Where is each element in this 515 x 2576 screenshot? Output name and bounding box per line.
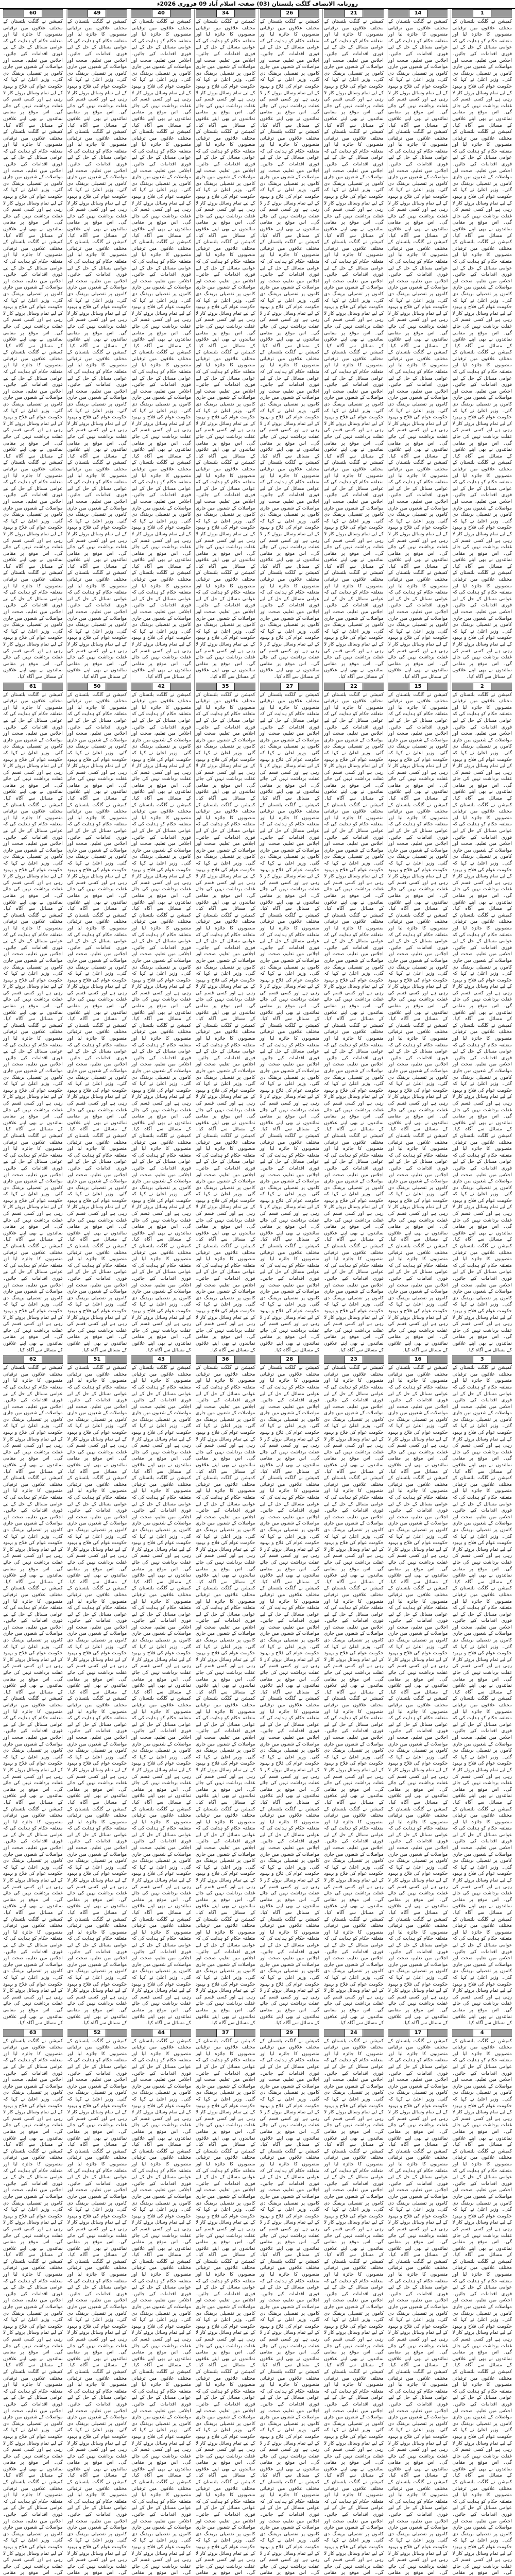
item-number-bar xyxy=(67,9,127,18)
item-body-text: کمیشن نے گلگت بلتستان کے مختلف علاقوں میں ترقیاتی منصوبوں کا جائزہ لیا اور متعلقہ حکام کو ہدایت کی کہ عوامی مسائل کے حل کے لیے فوری اقدامات کیے جائیں۔ اجلاس میں تعلیم، صحت اور مواصلات کے شعبوں میں جاری کاموں پر تفصیلی بریفنگ دی گئی۔ وزیر اعلیٰ نے کہا کہ حکومت عوام کی فلاح و بہبود کے لیے تمام وسائل بروئے کار لا رہی ہے اور کسی قسم کی غفلت برداشت نہیں کی جائے گی۔ اس موقع پر مقامی نمائندوں نے بھی اپنے علاقوں کے مسائل سے آگاہ کیا۔ کمیشن نے گلگت بلتستان کے مختلف علاقوں میں ترقیاتی منصوبوں کا جائزہ لیا اور متعلقہ حکام کو ہدایت کی کہ عوامی مسائل کے حل کے لیے فوری اقدامات کیے جائیں۔ اجلاس میں تعلیم، صحت اور مواصلات کے شعبوں میں جاری کاموں پر تفصیلی بریفنگ دی گئی۔ وزیر اعلیٰ نے کہا کہ حکومت عوام کی فلاح و بہبود کے لیے تمام وسائل بروئے کار لا رہی ہے اور کسی قسم کی غفلت برداشت نہیں کی جائے گی۔ اس موقع پر مقامی نمائندوں نے بھی اپنے علاقوں کے مسائل سے آگاہ کیا۔ کمیشن نے گلگت بلتستان کے مختلف علاقوں میں ترقیاتی منصوبوں کا جائزہ لیا اور متعلقہ حکام کو ہدایت کی کہ عوامی مسائل کے حل کے لیے فوری اقدامات کیے جائیں۔ اجلاس میں تعلیم، صحت اور مواصلات کے شعبوں میں جاری کاموں پر تفصیلی بریفنگ دی گئی۔ وزیر اعلیٰ نے کہا کہ حکومت عوام کی فلاح و بہبود کے لیے تمام وسائل بروئے کار لا رہی ہے اور کسی قسم کی غفلت برداشت نہیں کی جائے گی۔ اس موقع پر مقامی نمائندوں نے بھی اپنے علاقوں کے مسائل سے آگاہ کیا۔ کمیشن نے گلگت بلتستان کے مختلف علاقوں میں ترقیاتی منصوبوں کا جائزہ لیا اور متعلقہ حکام کو ہدایت کی کہ عوامی مسائل کے حل کے لیے فوری اقدامات کیے جائیں۔ اجلاس میں تعلیم، صحت اور مواصلات کے شعبوں میں جاری کاموں پر تفصیلی بریفنگ دی گئی۔ وزیر اعلیٰ نے کہا کہ حکومت عوام کی فلاح و بہبود کے لیے تمام وسائل بروئے کار لا رہی ہے اور کسی قسم کی غفلت برداشت نہیں کی جائے گی۔ اس موقع پر مقامی نمائندوں نے بھی اپنے علاقوں کے مسائل سے آگاہ کیا۔ کمیشن نے گلگت بلتستان کے مختلف علاقوں میں ترقیاتی منصوبوں کا جائزہ لیا اور متعلقہ حکام کو ہدایت کی کہ عوامی مسائل کے حل کے لیے فوری اقدامات کیے جائیں۔ اجلاس میں تعلیم، صحت اور مواصلات کے شعبوں میں جاری کاموں پر تفصیلی بریفنگ دی گئی۔ وزیر اعلیٰ نے کہا کہ حکومت عوام کی فلاح و بہبود کے لیے تمام وسائل بروئے کار لا رہی ہے اور کسی قسم کی غفلت برداشت نہیں کی جائے گی۔ اس موقع پر مقامی نمائندوں نے بھی اپنے علاقوں کے مسائل سے آگاہ کیا۔ کمیشن نے گلگت بلتستان کے مختلف علاقوں میں ترقیاتی منصوبوں کا جائزہ لیا اور متعلقہ حکام کو ہدایت کی کہ عوامی مسائل کے حل کے لیے فوری اقدامات کیے جائیں۔ اجلاس میں تعلیم، صحت اور مواصلات کے شعبوں میں جاری کاموں پر تفصیلی بریفنگ دی گئی۔ وزیر اعلیٰ نے کہا کہ حکومت عوام کی فلاح و بہبود کے لیے تمام وسائل بروئے کار لا رہی ہے اور کسی قسم کی غفلت برداشت نہیں کی جائے گی۔ اس موقع پر مقامی نمائندوں نے بھی اپنے علاقوں کے مسائل سے آگاہ کیا۔ xyxy=(452,19,512,680)
item-number-bar xyxy=(324,2029,384,2037)
item-number: 37 xyxy=(216,2029,235,2037)
item-number: 27 xyxy=(280,683,299,691)
item-number: 62 xyxy=(24,1355,42,1364)
item-number: 21 xyxy=(345,9,363,18)
item-number-bar xyxy=(196,9,255,18)
item-number-bar xyxy=(3,2029,63,2037)
item-number: 43 xyxy=(152,1355,170,1364)
item-body-text: کمیشن نے گلگت بلتستان کے مختلف علاقوں میں ترقیاتی منصوبوں کا جائزہ لیا اور متعلقہ حکام کو ہدایت کی کہ عوامی مسائل کے حل کے لیے فوری اقدامات کیے جائیں۔ اجلاس میں تعلیم، صحت اور مواصلات کے شعبوں میں جاری کاموں پر تفصیلی بریفنگ دی گئی۔ وزیر اعلیٰ نے کہا کہ حکومت عوام کی فلاح و بہبود کے لیے تمام وسائل بروئے کار لا رہی ہے اور کسی قسم کی غفلت برداشت نہیں کی جائے گی۔ اس موقع پر مقامی نمائندوں نے بھی اپنے علاقوں کے مسائل سے آگاہ کیا۔ کمیشن نے گلگت بلتستان کے مختلف علاقوں میں ترقیاتی منصوبوں کا جائزہ لیا اور متعلقہ حکام کو ہدایت کی کہ عوامی مسائل کے حل کے لیے فوری اقدامات کیے جائیں۔ اجلاس میں تعلیم، صحت اور مواصلات کے شعبوں میں جاری کاموں پر تفصیلی بریفنگ دی گئی۔ وزیر اعلیٰ نے کہا کہ حکومت عوام کی فلاح و بہبود کے لیے تمام وسائل بروئے کار لا رہی ہے اور کسی قسم کی غفلت برداشت نہیں کی جائے گی۔ اس موقع پر مقامی نمائندوں نے بھی اپنے علاقوں کے مسائل سے آگاہ کیا۔ کمیشن نے گلگت بلتستان کے مختلف علاقوں میں ترقیاتی منصوبوں کا جائزہ لیا اور متعلقہ حکام کو ہدایت کی کہ عوامی مسائل کے حل کے لیے فوری اقدامات کیے جائیں۔ اجلاس میں تعلیم، صحت اور مواصلات کے شعبوں میں جاری کاموں پر تفصیلی بریفنگ دی گئی۔ وزیر اعلیٰ نے کہا کہ حکومت عوام کی فلاح و بہبود کے لیے تمام وسائل بروئے کار لا رہی ہے اور کسی قسم کی غفلت برداشت نہیں کی جائے گی۔ اس موقع پر مقامی نمائندوں نے بھی اپنے علاقوں کے مسائل سے آگاہ کیا۔ کمیشن نے گلگت بلتستان کے مختلف علاقوں میں ترقیاتی منصوبوں کا جائزہ لیا اور متعلقہ حکام کو ہدایت کی کہ عوامی مسائل کے حل کے لیے فوری اقدامات کیے جائیں۔ اجلاس میں تعلیم، صحت اور مواصلات کے شعبوں میں جاری کاموں پر تفصیلی بریفنگ دی گئی۔ وزیر اعلیٰ نے کہا کہ حکومت عوام کی فلاح و بہبود کے لیے تمام وسائل بروئے کار لا رہی ہے اور کسی قسم کی غفلت برداشت نہیں کی جائے گی۔ اس موقع پر مقامی نمائندوں نے بھی اپنے علاقوں کے مسائل سے آگاہ کیا۔ کمیشن نے گلگت بلتستان کے مختلف علاقوں میں ترقیاتی منصوبوں کا جائزہ لیا اور متعلقہ حکام کو ہدایت کی کہ عوامی مسائل کے حل کے لیے فوری اقدامات کیے جائیں۔ اجلاس میں تعلیم، صحت اور مواصلات کے شعبوں میں جاری کاموں پر تفصیلی بریفنگ دی گئی۔ وزیر اعلیٰ نے کہا کہ حکومت عوام کی فلاح و بہبود کے لیے تمام وسائل بروئے کار لا رہی ہے اور کسی قسم کی غفلت برداشت نہیں کی جائے گی۔ اس موقع پر مقامی xyxy=(195,2038,255,2576)
item-number-bar xyxy=(260,9,320,18)
item-body-text: کمیشن نے گلگت بلتستان کے مختلف علاقوں میں ترقیاتی منصوبوں کا جائزہ لیا اور متعلقہ حکام کو ہدایت کی کہ عوامی مسائل کے حل کے لیے فوری اقدامات کیے جائیں۔ اجلاس میں تعلیم، صحت اور مواصلات کے شعبوں میں جاری کاموں پر تفصیلی بریفنگ دی گئی۔ وزیر اعلیٰ نے کہا کہ حکومت عوام کی فلاح و بہبود کے لیے تمام وسائل بروئے کار لا رہی ہے اور کسی قسم کی غفلت برداشت نہیں کی جائے گی۔ اس موقع پر مقامی نمائندوں نے بھی اپنے علاقوں کے مسائل سے آگاہ کیا۔ کمیشن نے گلگت بلتستان کے مختلف علاقوں میں ترقیاتی منصوبوں کا جائزہ لیا اور متعلقہ حکام کو ہدایت کی کہ عوامی مسائل کے حل کے لیے فوری اقدامات کیے جائیں۔ اجلاس میں تعلیم، صحت اور مواصلات کے شعبوں میں جاری کاموں پر تفصیلی بریفنگ دی گئی۔ وزیر اعلیٰ نے کہا کہ حکومت عوام کی فلاح و بہبود کے لیے تمام وسائل بروئے کار لا رہی ہے اور کسی قسم کی غفلت برداشت نہیں کی جائے گی۔ اس موقع پر مقامی نمائندوں نے بھی اپنے علاقوں کے مسائل سے آگاہ کیا۔ کمیشن نے گلگت بلتستان کے مختلف علاقوں میں ترقیاتی منصوبوں کا جائزہ لیا اور متعلقہ حکام کو ہدایت کی کہ عوامی مسائل کے حل کے لیے فوری اقدامات کیے جائیں۔ اجلاس میں تعلیم، صحت اور مواصلات کے شعبوں میں جاری کاموں پر تفصیلی بریفنگ دی گئی۔ وزیر اعلیٰ نے کہا کہ حکومت عوام کی فلاح و بہبود کے لیے تمام وسائل بروئے کار لا رہی ہے اور کسی قسم کی غفلت برداشت نہیں کی جائے گی۔ اس موقع پر مقامی نمائندوں نے بھی اپنے علاقوں کے مسائل سے آگاہ کیا۔ کمیشن نے گلگت بلتستان کے مختلف علاقوں میں ترقیاتی منصوبوں کا جائزہ لیا اور متعلقہ حکام کو ہدایت کی کہ عوامی مسائل کے حل کے لیے فوری اقدامات کیے جائیں۔ اجلاس میں تعلیم، صحت اور مواصلات کے شعبوں میں جاری کاموں پر تفصیلی بریفنگ دی گئی۔ وزیر اعلیٰ نے کہا کہ حکومت عوام کی فلاح و بہبود کے لیے تمام وسائل بروئے کار لا رہی ہے اور کسی قسم کی غفلت برداشت نہیں کی جائے گی۔ اس موقع پر مقامی نمائندوں نے بھی اپنے علاقوں کے مسائل سے آگاہ کیا۔ کمیشن نے گلگت بلتستان کے مختلف علاقوں میں ترقیاتی منصوبوں کا جائزہ لیا اور متعلقہ حکام کو ہدایت کی کہ عوامی مسائل کے حل کے لیے فوری اقدامات کیے جائیں۔ اجلاس میں تعلیم، صحت اور مواصلات کے شعبوں میں جاری کاموں پر تفصیلی بریفنگ دی گئی۔ وزیر اعلیٰ نے کہا کہ حکومت عوام کی فلاح و بہبود کے لیے تمام وسائل بروئے کار لا رہی ہے اور کسی قسم کی غفلت برداشت نہیں کی جائے گی۔ اس موقع پر مقامی xyxy=(3,2038,63,2576)
item-number: 4 xyxy=(473,2029,491,2037)
news-column xyxy=(194,9,256,2576)
item-body-text: کمیشن نے گلگت بلتستان کے مختلف علاقوں میں ترقیاتی منصوبوں کا جائزہ لیا اور متعلقہ حکام کو ہدایت کی کہ عوامی مسائل کے حل کے لیے فوری اقدامات کیے جائیں۔ اجلاس میں تعلیم، صحت اور مواصلات کے شعبوں میں جاری کاموں پر تفصیلی بریفنگ دی گئی۔ وزیر اعلیٰ نے کہا کہ حکومت عوام کی فلاح و بہبود کے لیے تمام وسائل بروئے کار لا رہی ہے اور کسی قسم کی غفلت برداشت نہیں کی جائے گی۔ اس موقع پر مقامی نمائندوں نے بھی اپنے علاقوں کے مسائل سے آگاہ کیا۔ کمیشن نے گلگت بلتستان کے مختلف علاقوں میں ترقیاتی منصوبوں کا جائزہ لیا اور متعلقہ حکام کو ہدایت کی کہ عوامی مسائل کے حل کے لیے فوری اقدامات کیے جائیں۔ اجلاس میں تعلیم، صحت اور مواصلات کے شعبوں میں جاری کاموں پر تفصیلی بریفنگ دی گئی۔ وزیر اعلیٰ نے کہا کہ حکومت عوام کی فلاح و بہبود کے لیے تمام وسائل بروئے کار لا رہی ہے اور کسی قسم کی غفلت برداشت نہیں کی جائے گی۔ اس موقع پر مقامی نمائندوں نے بھی اپنے علاقوں کے مسائل سے آگاہ کیا۔ کمیشن نے گلگت بلتستان کے مختلف علاقوں میں ترقیاتی منصوبوں کا جائزہ لیا اور متعلقہ حکام کو ہدایت کی کہ عوامی مسائل کے حل کے لیے فوری اقدامات کیے جائیں۔ اجلاس میں تعلیم، صحت اور مواصلات کے شعبوں میں جاری کاموں پر تفصیلی بریفنگ دی گئی۔ وزیر اعلیٰ نے کہا کہ حکومت عوام کی فلاح و بہبود کے لیے تمام وسائل بروئے کار لا رہی ہے اور کسی قسم کی غفلت برداشت نہیں کی جائے گی۔ اس موقع پر مقامی نمائندوں نے بھی اپنے علاقوں کے مسائل سے آگاہ کیا۔ کمیشن نے گلگت بلتستان کے مختلف علاقوں میں ترقیاتی منصوبوں کا جائزہ لیا اور متعلقہ حکام کو ہدایت کی کہ عوامی مسائل کے حل کے لیے فوری اقدامات کیے جائیں۔ اجلاس میں تعلیم، صحت اور مواصلات کے شعبوں میں جاری کاموں پر تفصیلی بریفنگ دی گئی۔ وزیر اعلیٰ نے کہا کہ حکومت عوام کی فلاح و بہبود کے لیے تمام وسائل بروئے کار لا رہی ہے اور کسی قسم کی غفلت برداشت نہیں کی جائے گی۔ اس موقع پر مقامی نمائندوں نے بھی اپنے علاقوں کے مسائل سے آگاہ کیا۔ کمیشن نے گلگت بلتستان کے مختلف علاقوں میں ترقیاتی منصوبوں کا جائزہ لیا اور متعلقہ حکام کو ہدایت کی کہ عوامی مسائل کے حل کے لیے فوری اقدامات کیے جائیں۔ اجلاس میں تعلیم، صحت اور مواصلات کے شعبوں میں جاری کاموں پر تفصیلی بریفنگ دی گئی۔ وزیر اعلیٰ نے کہا کہ حکومت عوام کی فلاح و بہبود کے لیے تمام وسائل بروئے کار لا رہی ہے اور کسی قسم کی غفلت برداشت نہیں کی جائے گی۔ اس موقع پر مقامی xyxy=(452,2038,512,2576)
item-number: 3 xyxy=(473,1355,491,1364)
item-number: 23 xyxy=(345,1355,363,1364)
item-number-bar xyxy=(131,2029,191,2037)
news-item xyxy=(324,2029,384,2576)
news-item xyxy=(452,1355,512,2027)
item-body-text: کمیشن نے گلگت بلتستان کے مختلف علاقوں میں ترقیاتی منصوبوں کا جائزہ لیا اور متعلقہ حکام کو ہدایت کی کہ عوامی مسائل کے حل کے لیے فوری اقدامات کیے جائیں۔ اجلاس میں تعلیم، صحت اور مواصلات کے شعبوں میں جاری کاموں پر تفصیلی بریفنگ دی گئی۔ وزیر اعلیٰ نے کہا کہ حکومت عوام کی فلاح و بہبود کے لیے تمام وسائل بروئے کار لا رہی ہے اور کسی قسم کی غفلت برداشت نہیں کی جائے گی۔ اس موقع پر مقامی نمائندوں نے بھی اپنے علاقوں کے مسائل سے آگاہ کیا۔ کمیشن نے گلگت بلتستان کے مختلف علاقوں میں ترقیاتی منصوبوں کا جائزہ لیا اور متعلقہ حکام کو ہدایت کی کہ عوامی مسائل کے حل کے لیے فوری اقدامات کیے جائیں۔ اجلاس میں تعلیم، صحت اور مواصلات کے شعبوں میں جاری کاموں پر تفصیلی بریفنگ دی گئی۔ وزیر اعلیٰ نے کہا کہ حکومت عوام کی فلاح و بہبود کے لیے تمام وسائل بروئے کار لا رہی ہے اور کسی قسم کی غفلت برداشت نہیں کی جائے گی۔ اس موقع پر مقامی نمائندوں نے بھی اپنے علاقوں کے مسائل سے آگاہ کیا۔ کمیشن نے گلگت بلتستان کے مختلف علاقوں میں ترقیاتی منصوبوں کا جائزہ لیا اور متعلقہ حکام کو ہدایت کی کہ عوامی مسائل کے حل کے لیے فوری اقدامات کیے جائیں۔ اجلاس میں تعلیم، صحت اور مواصلات کے شعبوں میں جاری کاموں پر تفصیلی بریفنگ دی گئی۔ وزیر اعلیٰ نے کہا کہ حکومت عوام کی فلاح و بہبود کے لیے تمام وسائل بروئے کار لا رہی ہے اور کسی قسم کی غفلت برداشت نہیں کی جائے گی۔ اس موقع پر مقامی نمائندوں نے بھی اپنے علاقوں کے مسائل سے آگاہ کیا۔ کمیشن نے گلگت بلتستان کے مختلف علاقوں میں ترقیاتی منصوبوں کا جائزہ لیا اور متعلقہ حکام کو ہدایت کی کہ عوامی مسائل کے حل کے لیے فوری اقدامات کیے جائیں۔ اجلاس میں تعلیم، صحت اور مواصلات کے شعبوں میں جاری کاموں پر تفصیلی بریفنگ دی گئی۔ وزیر اعلیٰ نے کہا کہ حکومت عوام کی فلاح و بہبود کے لیے تمام وسائل بروئے کار لا رہی ہے اور کسی قسم کی غفلت برداشت نہیں کی جائے گی۔ اس موقع پر مقامی نمائندوں نے بھی اپنے علاقوں کے مسائل سے آگاہ کیا۔ کمیشن نے گلگت بلتستان کے مختلف علاقوں میں ترقیاتی منصوبوں کا جائزہ لیا اور متعلقہ حکام کو ہدایت کی کہ عوامی مسائل کے حل کے لیے فوری اقدامات کیے جائیں۔ اجلاس میں تعلیم، صحت اور مواصلات کے شعبوں میں جاری کاموں پر تفصیلی بریفنگ دی گئی۔ وزیر اعلیٰ نے کہا کہ حکومت عوام کی فلاح و بہبود کے لیے تمام وسائل بروئے کار لا رہی ہے اور کسی قسم کی غفلت برداشت نہیں کی جائے گی۔ اس موقع پر مقامی نمائندوں نے بھی اپنے علاقوں کے مسائل سے آگاہ کیا۔ کمیشن نے گلگت بلتستان کے مختلف علاقوں میں ترقیاتی منصوبوں کا جائزہ لیا اور متعلقہ حکام کو ہدایت کی کہ عوامی مسائل کے حل کے لیے فوری اقدامات کیے جائیں۔ اجلاس میں تعلیم، صحت اور مواصلات کے شعبوں میں جاری کاموں پر تفصیلی بریفنگ دی گئی۔ وزیر اعلیٰ نے کہا کہ حکومت عوام کی فلاح و بہبود کے لیے تمام وسائل بروئے کار لا رہی ہے اور کسی قسم کی غفلت برداشت نہیں کی جائے گی۔ اس موقع پر مقامی نمائندوں نے بھی اپنے علاقوں کے مسائل سے آگاہ کیا۔ xyxy=(3,692,63,1353)
news-item xyxy=(324,1355,384,2027)
item-number-bar xyxy=(131,9,191,18)
item-number: 26 xyxy=(280,9,299,18)
item-body-text: کمیشن نے گلگت بلتستان کے مختلف علاقوں میں ترقیاتی منصوبوں کا جائزہ لیا اور متعلقہ حکام کو ہدایت کی کہ عوامی مسائل کے حل کے لیے فوری اقدامات کیے جائیں۔ اجلاس میں تعلیم، صحت اور مواصلات کے شعبوں میں جاری کاموں پر تفصیلی بریفنگ دی گئی۔ وزیر اعلیٰ نے کہا کہ حکومت عوام کی فلاح و بہبود کے لیے تمام وسائل بروئے کار لا رہی ہے اور کسی قسم کی غفلت برداشت نہیں کی جائے گی۔ اس موقع پر مقامی نمائندوں نے بھی اپنے علاقوں کے مسائل سے آگاہ کیا۔ کمیشن نے گلگت بلتستان کے مختلف علاقوں میں ترقیاتی منصوبوں کا جائزہ لیا اور متعلقہ حکام کو ہدایت کی کہ عوامی مسائل کے حل کے لیے فوری اقدامات کیے جائیں۔ اجلاس میں تعلیم، صحت اور مواصلات کے شعبوں میں جاری کاموں پر تفصیلی بریفنگ دی گئی۔ وزیر اعلیٰ نے کہا کہ حکومت عوام کی فلاح و بہبود کے لیے تمام وسائل بروئے کار لا رہی ہے اور کسی قسم کی غفلت برداشت نہیں کی جائے گی۔ اس موقع پر مقامی نمائندوں نے بھی اپنے علاقوں کے مسائل سے آگاہ کیا۔ کمیشن نے گلگت بلتستان کے مختلف علاقوں میں ترقیاتی منصوبوں کا جائزہ لیا اور متعلقہ حکام کو ہدایت کی کہ عوامی مسائل کے حل کے لیے فوری اقدامات کیے جائیں۔ اجلاس میں تعلیم، صحت اور مواصلات کے شعبوں میں جاری کاموں پر تفصیلی بریفنگ دی گئی۔ وزیر اعلیٰ نے کہا کہ حکومت عوام کی فلاح و بہبود کے لیے تمام وسائل بروئے کار لا رہی ہے اور کسی قسم کی غفلت برداشت نہیں کی جائے گی۔ اس موقع پر مقامی نمائندوں نے بھی اپنے علاقوں کے مسائل سے آگاہ کیا۔ کمیشن نے گلگت بلتستان کے مختلف علاقوں میں ترقیاتی منصوبوں کا جائزہ لیا اور متعلقہ حکام کو ہدایت کی کہ عوامی مسائل کے حل کے لیے فوری اقدامات کیے جائیں۔ اجلاس میں تعلیم، صحت اور مواصلات کے شعبوں میں جاری کاموں پر تفصیلی بریفنگ دی گئی۔ وزیر اعلیٰ نے کہا کہ حکومت عوام کی فلاح و بہبود کے لیے تمام وسائل بروئے کار لا رہی ہے اور کسی قسم کی غفلت برداشت نہیں کی جائے گی۔ اس موقع پر مقامی نمائندوں نے بھی اپنے علاقوں کے مسائل سے آگاہ کیا۔ کمیشن نے گلگت بلتستان کے مختلف علاقوں میں ترقیاتی منصوبوں کا جائزہ لیا اور متعلقہ حکام کو ہدایت کی کہ عوامی مسائل کے حل کے لیے فوری اقدامات کیے جائیں۔ اجلاس میں تعلیم، صحت اور مواصلات کے شعبوں میں جاری کاموں پر تفصیلی بریفنگ دی گئی۔ وزیر اعلیٰ نے کہا کہ حکومت عوام کی فلاح و بہبود کے لیے تمام وسائل بروئے کار لا رہی ہے اور کسی قسم کی غفلت برداشت نہیں کی جائے گی۔ اس موقع پر مقامی نمائندوں نے بھی اپنے علاقوں کے مسائل سے آگاہ کیا۔ کمیشن نے گلگت بلتستان کے مختلف علاقوں میں ترقیاتی منصوبوں کا جائزہ لیا اور متعلقہ حکام کو ہدایت کی کہ عوامی مسائل کے حل کے لیے فوری اقدامات کیے جائیں۔ اجلاس میں تعلیم، صحت اور مواصلات کے شعبوں میں جاری کاموں پر تفصیلی بریفنگ دی گئی۔ وزیر اعلیٰ نے کہا کہ حکومت عوام کی فلاح و بہبود کے لیے تمام وسائل بروئے کار لا رہی ہے اور کسی قسم کی غفلت برداشت نہیں کی جائے گی۔ اس موقع پر مقامی نمائندوں نے بھی اپنے علاقوں کے مسائل سے آگاہ کیا۔ xyxy=(67,19,127,680)
news-item xyxy=(131,1355,191,2027)
news-item xyxy=(196,2029,255,2576)
item-body-text: کمیشن نے گلگت بلتستان کے مختلف علاقوں میں ترقیاتی منصوبوں کا جائزہ لیا اور متعلقہ حکام کو ہدایت کی کہ عوامی مسائل کے حل کے لیے فوری اقدامات کیے جائیں۔ اجلاس میں تعلیم، صحت اور مواصلات کے شعبوں میں جاری کاموں پر تفصیلی بریفنگ دی گئی۔ وزیر اعلیٰ نے کہا کہ حکومت عوام کی فلاح و بہبود کے لیے تمام وسائل بروئے کار لا رہی ہے اور کسی قسم کی غفلت برداشت نہیں کی جائے گی۔ اس موقع پر مقامی نمائندوں نے بھی اپنے علاقوں کے مسائل سے آگاہ کیا۔ کمیشن نے گلگت بلتستان کے مختلف علاقوں میں ترقیاتی منصوبوں کا جائزہ لیا اور متعلقہ حکام کو ہدایت کی کہ عوامی مسائل کے حل کے لیے فوری اقدامات کیے جائیں۔ اجلاس میں تعلیم، صحت اور مواصلات کے شعبوں میں جاری کاموں پر تفصیلی بریفنگ دی گئی۔ وزیر اعلیٰ نے کہا کہ حکومت عوام کی فلاح و بہبود کے لیے تمام وسائل بروئے کار لا رہی ہے اور کسی قسم کی غفلت برداشت نہیں کی جائے گی۔ اس موقع پر مقامی نمائندوں نے بھی اپنے علاقوں کے مسائل سے آگاہ کیا۔ کمیشن نے گلگت بلتستان کے مختلف علاقوں میں ترقیاتی منصوبوں کا جائزہ لیا اور متعلقہ حکام کو ہدایت کی کہ عوامی مسائل کے حل کے لیے فوری اقدامات کیے جائیں۔ اجلاس میں تعلیم، صحت اور مواصلات کے شعبوں میں جاری کاموں پر تفصیلی بریفنگ دی گئی۔ وزیر اعلیٰ نے کہا کہ حکومت عوام کی فلاح و بہبود کے لیے تمام وسائل بروئے کار لا رہی ہے اور کسی قسم کی غفلت برداشت نہیں کی جائے گی۔ اس موقع پر مقامی نمائندوں نے بھی اپنے علاقوں کے مسائل سے آگاہ کیا۔ کمیشن نے گلگت بلتستان کے مختلف علاقوں میں ترقیاتی منصوبوں کا جائزہ لیا اور متعلقہ حکام کو ہدایت کی کہ عوامی مسائل کے حل کے لیے فوری اقدامات کیے جائیں۔ اجلاس میں تعلیم، صحت اور مواصلات کے شعبوں میں جاری کاموں پر تفصیلی بریفنگ دی گئی۔ وزیر اعلیٰ نے کہا کہ حکومت عوام کی فلاح و بہبود کے لیے تمام وسائل بروئے کار لا رہی ہے اور کسی قسم کی غفلت برداشت نہیں کی جائے گی۔ اس موقع پر مقامی نمائندوں نے بھی اپنے علاقوں کے مسائل سے آگاہ کیا۔ کمیشن نے گلگت بلتستان کے مختلف علاقوں میں ترقیاتی منصوبوں کا جائزہ لیا اور متعلقہ حکام کو ہدایت کی کہ عوامی مسائل کے حل کے لیے فوری اقدامات کیے جائیں۔ اجلاس میں تعلیم، صحت اور مواصلات کے شعبوں میں جاری کاموں پر تفصیلی بریفنگ دی گئی۔ وزیر اعلیٰ نے کہا کہ حکومت عوام کی فلاح و بہبود کے لیے تمام وسائل بروئے کار لا رہی ہے اور کسی قسم کی غفلت برداشت نہیں کی جائے گی۔ اس موقع پر مقامی xyxy=(388,2038,448,2576)
item-number-bar xyxy=(131,683,191,691)
item-number-bar xyxy=(452,1355,512,1364)
item-body-text: کمیشن نے گلگت بلتستان کے مختلف علاقوں میں ترقیاتی منصوبوں کا جائزہ لیا اور متعلقہ حکام کو ہدایت کی کہ عوامی مسائل کے حل کے لیے فوری اقدامات کیے جائیں۔ اجلاس میں تعلیم، صحت اور مواصلات کے شعبوں میں جاری کاموں پر تفصیلی بریفنگ دی گئی۔ وزیر اعلیٰ نے کہا کہ حکومت عوام کی فلاح و بہبود کے لیے تمام وسائل بروئے کار لا رہی ہے اور کسی قسم کی غفلت برداشت نہیں کی جائے گی۔ اس موقع پر مقامی نمائندوں نے بھی اپنے علاقوں کے مسائل سے آگاہ کیا۔ کمیشن نے گلگت بلتستان کے مختلف علاقوں میں ترقیاتی منصوبوں کا جائزہ لیا اور متعلقہ حکام کو ہدایت کی کہ عوامی مسائل کے حل کے لیے فوری اقدامات کیے جائیں۔ اجلاس میں تعلیم، صحت اور مواصلات کے شعبوں میں جاری کاموں پر تفصیلی بریفنگ دی گئی۔ وزیر اعلیٰ نے کہا کہ حکومت عوام کی فلاح و بہبود کے لیے تمام وسائل بروئے کار لا رہی ہے اور کسی قسم کی غفلت برداشت نہیں کی جائے گی۔ اس موقع پر مقامی نمائندوں نے بھی اپنے علاقوں کے مسائل سے آگاہ کیا۔ کمیشن نے گلگت بلتستان کے مختلف علاقوں میں ترقیاتی منصوبوں کا جائزہ لیا اور متعلقہ حکام کو ہدایت کی کہ عوامی مسائل کے حل کے لیے فوری اقدامات کیے جائیں۔ اجلاس میں تعلیم، صحت اور مواصلات کے شعبوں میں جاری کاموں پر تفصیلی بریفنگ دی گئی۔ وزیر اعلیٰ نے کہا کہ حکومت عوام کی فلاح و بہبود کے لیے تمام وسائل بروئے کار لا رہی ہے اور کسی قسم کی غفلت برداشت نہیں کی جائے گی۔ اس موقع پر مقامی نمائندوں نے بھی اپنے علاقوں کے مسائل سے آگاہ کیا۔ کمیشن نے گلگت بلتستان کے مختلف علاقوں میں ترقیاتی منصوبوں کا جائزہ لیا اور متعلقہ حکام کو ہدایت کی کہ عوامی مسائل کے حل کے لیے فوری اقدامات کیے جائیں۔ اجلاس میں تعلیم، صحت اور مواصلات کے شعبوں میں جاری کاموں پر تفصیلی بریفنگ دی گئی۔ وزیر اعلیٰ نے کہا کہ حکومت عوام کی فلاح و بہبود کے لیے تمام وسائل بروئے کار لا رہی ہے اور کسی قسم کی غفلت برداشت نہیں کی جائے گی۔ اس موقع پر مقامی نمائندوں نے بھی اپنے علاقوں کے مسائل سے آگاہ کیا۔ کمیشن نے گلگت بلتستان کے مختلف علاقوں میں ترقیاتی منصوبوں کا جائزہ لیا اور متعلقہ حکام کو ہدایت کی کہ عوامی مسائل کے حل کے لیے فوری اقدامات کیے جائیں۔ اجلاس میں تعلیم، صحت اور مواصلات کے شعبوں میں جاری کاموں پر تفصیلی بریفنگ دی گئی۔ وزیر اعلیٰ نے کہا کہ حکومت عوام کی فلاح و بہبود کے لیے تمام وسائل بروئے کار لا رہی ہے اور کسی قسم کی غفلت برداشت نہیں کی جائے گی۔ اس موقع پر مقامی xyxy=(324,2038,384,2576)
item-number: 51 xyxy=(88,1355,106,1364)
news-item xyxy=(196,9,255,681)
item-number-bar xyxy=(452,2029,512,2037)
news-item xyxy=(324,683,384,1354)
item-number: 15 xyxy=(409,683,427,691)
item-number: 14 xyxy=(409,9,427,18)
news-column xyxy=(259,9,321,2576)
news-item xyxy=(388,683,448,1354)
news-column xyxy=(322,9,385,2576)
news-item xyxy=(388,1355,448,2027)
item-number: 50 xyxy=(88,683,106,691)
news-item xyxy=(3,2029,63,2576)
news-item xyxy=(67,2029,127,2576)
news-column xyxy=(130,9,192,2576)
item-body-text: کمیشن نے گلگت بلتستان کے مختلف علاقوں میں ترقیاتی منصوبوں کا جائزہ لیا اور متعلقہ حکام کو ہدایت کی کہ عوامی مسائل کے حل کے لیے فوری اقدامات کیے جائیں۔ اجلاس میں تعلیم، صحت اور مواصلات کے شعبوں میں جاری کاموں پر تفصیلی بریفنگ دی گئی۔ وزیر اعلیٰ نے کہا کہ حکومت عوام کی فلاح و بہبود کے لیے تمام وسائل بروئے کار لا رہی ہے اور کسی قسم کی غفلت برداشت نہیں کی جائے گی۔ اس موقع پر مقامی نمائندوں نے بھی اپنے علاقوں کے مسائل سے آگاہ کیا۔ کمیشن نے گلگت بلتستان کے مختلف علاقوں میں ترقیاتی منصوبوں کا جائزہ لیا اور متعلقہ حکام کو ہدایت کی کہ عوامی مسائل کے حل کے لیے فوری اقدامات کیے جائیں۔ اجلاس میں تعلیم، صحت اور مواصلات کے شعبوں میں جاری کاموں پر تفصیلی بریفنگ دی گئی۔ وزیر اعلیٰ نے کہا کہ حکومت عوام کی فلاح و بہبود کے لیے تمام وسائل بروئے کار لا رہی ہے اور کسی قسم کی غفلت برداشت نہیں کی جائے گی۔ اس موقع پر مقامی نمائندوں نے بھی اپنے علاقوں کے مسائل سے آگاہ کیا۔ کمیشن نے گلگت بلتستان کے مختلف علاقوں میں ترقیاتی منصوبوں کا جائزہ لیا اور متعلقہ حکام کو ہدایت کی کہ عوامی مسائل کے حل کے لیے فوری اقدامات کیے جائیں۔ اجلاس میں تعلیم، صحت اور مواصلات کے شعبوں میں جاری کاموں پر تفصیلی بریفنگ دی گئی۔ وزیر اعلیٰ نے کہا کہ حکومت عوام کی فلاح و بہبود کے لیے تمام وسائل بروئے کار لا رہی ہے اور کسی قسم کی غفلت برداشت نہیں کی جائے گی۔ اس موقع پر مقامی نمائندوں نے بھی اپنے علاقوں کے مسائل سے آگاہ کیا۔ کمیشن نے گلگت بلتستان کے مختلف علاقوں میں ترقیاتی منصوبوں کا جائزہ لیا اور متعلقہ حکام کو ہدایت کی کہ عوامی مسائل کے حل کے لیے فوری اقدامات کیے جائیں۔ اجلاس میں تعلیم، صحت اور مواصلات کے شعبوں میں جاری کاموں پر تفصیلی بریفنگ دی گئی۔ وزیر اعلیٰ نے کہا کہ حکومت عوام کی فلاح و بہبود کے لیے تمام وسائل بروئے کار لا رہی ہے اور کسی قسم کی غفلت برداشت نہیں کی جائے گی۔ اس موقع پر مقامی نمائندوں نے بھی اپنے علاقوں کے مسائل سے آگاہ کیا۔ کمیشن نے گلگت بلتستان کے مختلف علاقوں میں ترقیاتی منصوبوں کا جائزہ لیا اور متعلقہ حکام کو ہدایت کی کہ عوامی مسائل کے حل کے لیے فوری اقدامات کیے جائیں۔ اجلاس میں تعلیم، صحت اور مواصلات کے شعبوں میں جاری کاموں پر تفصیلی بریفنگ دی گئی۔ وزیر اعلیٰ نے کہا کہ حکومت عوام کی فلاح و بہبود کے لیے تمام وسائل بروئے کار لا رہی ہے اور کسی قسم کی غفلت برداشت نہیں کی جائے گی۔ اس موقع پر مقامی نمائندوں نے بھی اپنے علاقوں کے مسائل سے آگاہ کیا۔ کمیشن نے گلگت بلتستان کے مختلف علاقوں میں ترقیاتی منصوبوں کا جائزہ لیا اور متعلقہ حکام کو ہدایت کی کہ عوامی مسائل کے حل کے لیے فوری اقدامات کیے جائیں۔ اجلاس میں تعلیم، صحت اور مواصلات کے شعبوں میں جاری کاموں پر تفصیلی بریفنگ دی گئی۔ وزیر اعلیٰ نے کہا کہ حکومت عوام کی فلاح و بہبود کے لیے تمام وسائل بروئے کار لا رہی ہے اور کسی قسم کی غفلت برداشت نہیں کی جائے گی۔ اس موقع پر مقامی نمائندوں نے بھی اپنے علاقوں کے مسائل سے آگاہ کیا۔ xyxy=(260,19,320,680)
news-column xyxy=(66,9,128,2576)
item-body-text: کمیشن نے گلگت بلتستان کے مختلف علاقوں میں ترقیاتی منصوبوں کا جائزہ لیا اور متعلقہ حکام کو ہدایت کی کہ عوامی مسائل کے حل کے لیے فوری اقدامات کیے جائیں۔ اجلاس میں تعلیم، صحت اور مواصلات کے شعبوں میں جاری کاموں پر تفصیلی بریفنگ دی گئی۔ وزیر اعلیٰ نے کہا کہ حکومت عوام کی فلاح و بہبود کے لیے تمام وسائل بروئے کار لا رہی ہے اور کسی قسم کی غفلت برداشت نہیں کی جائے گی۔ اس موقع پر مقامی نمائندوں نے بھی اپنے علاقوں کے مسائل سے آگاہ کیا۔ کمیشن نے گلگت بلتستان کے مختلف علاقوں میں ترقیاتی منصوبوں کا جائزہ لیا اور متعلقہ حکام کو ہدایت کی کہ عوامی مسائل کے حل کے لیے فوری اقدامات کیے جائیں۔ اجلاس میں تعلیم، صحت اور مواصلات کے شعبوں میں جاری کاموں پر تفصیلی بریفنگ دی گئی۔ وزیر اعلیٰ نے کہا کہ حکومت عوام کی فلاح و بہبود کے لیے تمام وسائل بروئے کار لا رہی ہے اور کسی قسم کی غفلت برداشت نہیں کی جائے گی۔ اس موقع پر مقامی نمائندوں نے بھی اپنے علاقوں کے مسائل سے آگاہ کیا۔ کمیشن نے گلگت بلتستان کے مختلف علاقوں میں ترقیاتی منصوبوں کا جائزہ لیا اور متعلقہ حکام کو ہدایت کی کہ عوامی مسائل کے حل کے لیے فوری اقدامات کیے جائیں۔ اجلاس میں تعلیم، صحت اور مواصلات کے شعبوں میں جاری کاموں پر تفصیلی بریفنگ دی گئی۔ وزیر اعلیٰ نے کہا کہ حکومت عوام کی فلاح و بہبود کے لیے تمام وسائل بروئے کار لا رہی ہے اور کسی قسم کی غفلت برداشت نہیں کی جائے گی۔ اس موقع پر مقامی نمائندوں نے بھی اپنے علاقوں کے مسائل سے آگاہ کیا۔ کمیشن نے گلگت بلتستان کے مختلف علاقوں میں ترقیاتی منصوبوں کا جائزہ لیا اور متعلقہ حکام کو ہدایت کی کہ عوامی مسائل کے حل کے لیے فوری اقدامات کیے جائیں۔ اجلاس میں تعلیم، صحت اور مواصلات کے شعبوں میں جاری کاموں پر تفصیلی بریفنگ دی گئی۔ وزیر اعلیٰ نے کہا کہ حکومت عوام کی فلاح و بہبود کے لیے تمام وسائل بروئے کار لا رہی ہے اور کسی قسم کی غفلت برداشت نہیں کی جائے گی۔ اس موقع پر مقامی نمائندوں نے بھی اپنے علاقوں کے مسائل سے آگاہ کیا۔ کمیشن نے گلگت بلتستان کے مختلف علاقوں میں ترقیاتی منصوبوں کا جائزہ لیا اور متعلقہ حکام کو ہدایت کی کہ عوامی مسائل کے حل کے لیے فوری اقدامات کیے جائیں۔ اجلاس میں تعلیم، صحت اور مواصلات کے شعبوں میں جاری کاموں پر تفصیلی بریفنگ دی گئی۔ وزیر اعلیٰ نے کہا کہ حکومت عوام کی فلاح و بہبود کے لیے تمام وسائل بروئے کار لا رہی ہے اور کسی قسم کی غفلت برداشت نہیں کی جائے گی۔ اس موقع پر مقامی نمائندوں نے بھی اپنے علاقوں کے مسائل سے آگاہ کیا۔ کمیشن نے گلگت بلتستان کے مختلف علاقوں میں ترقیاتی منصوبوں کا جائزہ لیا اور متعلقہ حکام کو ہدایت کی کہ عوامی مسائل کے حل کے لیے فوری اقدامات کیے جائیں۔ اجلاس میں تعلیم، صحت اور مواصلات کے شعبوں میں جاری کاموں پر تفصیلی بریفنگ دی گئی۔ وزیر اعلیٰ نے کہا کہ حکومت عوام کی فلاح و بہبود کے لیے تمام وسائل بروئے کار لا رہی ہے اور کسی قسم کی غفلت برداشت نہیں کی جائے گی۔ اس موقع پر مقامی نمائندوں نے بھی اپنے علاقوں کے مسائل سے آگاہ کیا۔ xyxy=(324,1365,384,2026)
item-number-bar xyxy=(260,2029,320,2037)
item-number: 63 xyxy=(24,2029,42,2037)
news-item xyxy=(260,9,320,681)
item-body-text: کمیشن نے گلگت بلتستان کے مختلف علاقوں میں ترقیاتی منصوبوں کا جائزہ لیا اور متعلقہ حکام کو ہدایت کی کہ عوامی مسائل کے حل کے لیے فوری اقدامات کیے جائیں۔ اجلاس میں تعلیم، صحت اور مواصلات کے شعبوں میں جاری کاموں پر تفصیلی بریفنگ دی گئی۔ وزیر اعلیٰ نے کہا کہ حکومت عوام کی فلاح و بہبود کے لیے تمام وسائل بروئے کار لا رہی ہے اور کسی قسم کی غفلت برداشت نہیں کی جائے گی۔ اس موقع پر مقامی نمائندوں نے بھی اپنے علاقوں کے مسائل سے آگاہ کیا۔ کمیشن نے گلگت بلتستان کے مختلف علاقوں میں ترقیاتی منصوبوں کا جائزہ لیا اور متعلقہ حکام کو ہدایت کی کہ عوامی مسائل کے حل کے لیے فوری اقدامات کیے جائیں۔ اجلاس میں تعلیم، صحت اور مواصلات کے شعبوں میں جاری کاموں پر تفصیلی بریفنگ دی گئی۔ وزیر اعلیٰ نے کہا کہ حکومت عوام کی فلاح و بہبود کے لیے تمام وسائل بروئے کار لا رہی ہے اور کسی قسم کی غفلت برداشت نہیں کی جائے گی۔ اس موقع پر مقامی نمائندوں نے بھی اپنے علاقوں کے مسائل سے آگاہ کیا۔ کمیشن نے گلگت بلتستان کے مختلف علاقوں میں ترقیاتی منصوبوں کا جائزہ لیا اور متعلقہ حکام کو ہدایت کی کہ عوامی مسائل کے حل کے لیے فوری اقدامات کیے جائیں۔ اجلاس میں تعلیم، صحت اور مواصلات کے شعبوں میں جاری کاموں پر تفصیلی بریفنگ دی گئی۔ وزیر اعلیٰ نے کہا کہ حکومت عوام کی فلاح و بہبود کے لیے تمام وسائل بروئے کار لا رہی ہے اور کسی قسم کی غفلت برداشت نہیں کی جائے گی۔ اس موقع پر مقامی نمائندوں نے بھی اپنے علاقوں کے مسائل سے آگاہ کیا۔ کمیشن نے گلگت بلتستان کے مختلف علاقوں میں ترقیاتی منصوبوں کا جائزہ لیا اور متعلقہ حکام کو ہدایت کی کہ عوامی مسائل کے حل کے لیے فوری اقدامات کیے جائیں۔ اجلاس میں تعلیم، صحت اور مواصلات کے شعبوں میں جاری کاموں پر تفصیلی بریفنگ دی گئی۔ وزیر اعلیٰ نے کہا کہ حکومت عوام کی فلاح و بہبود کے لیے تمام وسائل بروئے کار لا رہی ہے اور کسی قسم کی غفلت برداشت نہیں کی جائے گی۔ اس موقع پر مقامی نمائندوں نے بھی اپنے علاقوں کے مسائل سے آگاہ کیا۔ کمیشن نے گلگت بلتستان کے مختلف علاقوں میں ترقیاتی منصوبوں کا جائزہ لیا اور متعلقہ حکام کو ہدایت کی کہ عوامی مسائل کے حل کے لیے فوری اقدامات کیے جائیں۔ اجلاس میں تعلیم، صحت اور مواصلات کے شعبوں میں جاری کاموں پر تفصیلی بریفنگ دی گئی۔ وزیر اعلیٰ نے کہا کہ حکومت عوام کی فلاح و بہبود کے لیے تمام وسائل بروئے کار لا رہی ہے اور کسی قسم کی غفلت برداشت نہیں کی جائے گی۔ اس موقع پر مقامی نمائندوں نے بھی اپنے علاقوں کے مسائل سے آگاہ کیا۔ کمیشن نے گلگت بلتستان کے مختلف علاقوں میں ترقیاتی منصوبوں کا جائزہ لیا اور متعلقہ حکام کو ہدایت کی کہ عوامی مسائل کے حل کے لیے فوری اقدامات کیے جائیں۔ اجلاس میں تعلیم، صحت اور مواصلات کے شعبوں میں جاری کاموں پر تفصیلی بریفنگ دی گئی۔ وزیر اعلیٰ نے کہا کہ حکومت عوام کی فلاح و بہبود کے لیے تمام وسائل بروئے کار لا رہی ہے اور کسی قسم کی غفلت برداشت نہیں کی جائے گی۔ اس موقع پر مقامی نمائندوں نے بھی اپنے علاقوں کے مسائل سے آگاہ کیا۔ xyxy=(324,692,384,1353)
item-body-text: کمیشن نے گلگت بلتستان کے مختلف علاقوں میں ترقیاتی منصوبوں کا جائزہ لیا اور متعلقہ حکام کو ہدایت کی کہ عوامی مسائل کے حل کے لیے فوری اقدامات کیے جائیں۔ اجلاس میں تعلیم، صحت اور مواصلات کے شعبوں میں جاری کاموں پر تفصیلی بریفنگ دی گئی۔ وزیر اعلیٰ نے کہا کہ حکومت عوام کی فلاح و بہبود کے لیے تمام وسائل بروئے کار لا رہی ہے اور کسی قسم کی غفلت برداشت نہیں کی جائے گی۔ اس موقع پر مقامی نمائندوں نے بھی اپنے علاقوں کے مسائل سے آگاہ کیا۔ کمیشن نے گلگت بلتستان کے مختلف علاقوں میں ترقیاتی منصوبوں کا جائزہ لیا اور متعلقہ حکام کو ہدایت کی کہ عوامی مسائل کے حل کے لیے فوری اقدامات کیے جائیں۔ اجلاس میں تعلیم، صحت اور مواصلات کے شعبوں میں جاری کاموں پر تفصیلی بریفنگ دی گئی۔ وزیر اعلیٰ نے کہا کہ حکومت عوام کی فلاح و بہبود کے لیے تمام وسائل بروئے کار لا رہی ہے اور کسی قسم کی غفلت برداشت نہیں کی جائے گی۔ اس موقع پر مقامی نمائندوں نے بھی اپنے علاقوں کے مسائل سے آگاہ کیا۔ کمیشن نے گلگت بلتستان کے مختلف علاقوں میں ترقیاتی منصوبوں کا جائزہ لیا اور متعلقہ حکام کو ہدایت کی کہ عوامی مسائل کے حل کے لیے فوری اقدامات کیے جائیں۔ اجلاس میں تعلیم، صحت اور مواصلات کے شعبوں میں جاری کاموں پر تفصیلی بریفنگ دی گئی۔ وزیر اعلیٰ نے کہا کہ حکومت عوام کی فلاح و بہبود کے لیے تمام وسائل بروئے کار لا رہی ہے اور کسی قسم کی غفلت برداشت نہیں کی جائے گی۔ اس موقع پر مقامی نمائندوں نے بھی اپنے علاقوں کے مسائل سے آگاہ کیا۔ کمیشن نے گلگت بلتستان کے مختلف علاقوں میں ترقیاتی منصوبوں کا جائزہ لیا اور متعلقہ حکام کو ہدایت کی کہ عوامی مسائل کے حل کے لیے فوری اقدامات کیے جائیں۔ اجلاس میں تعلیم، صحت اور مواصلات کے شعبوں میں جاری کاموں پر تفصیلی بریفنگ دی گئی۔ وزیر اعلیٰ نے کہا کہ حکومت عوام کی فلاح و بہبود کے لیے تمام وسائل بروئے کار لا رہی ہے اور کسی قسم کی غفلت برداشت نہیں کی جائے گی۔ اس موقع پر مقامی نمائندوں نے بھی اپنے علاقوں کے مسائل سے آگاہ کیا۔ کمیشن نے گلگت بلتستان کے مختلف علاقوں میں ترقیاتی منصوبوں کا جائزہ لیا اور متعلقہ حکام کو ہدایت کی کہ عوامی مسائل کے حل کے لیے فوری اقدامات کیے جائیں۔ اجلاس میں تعلیم، صحت اور مواصلات کے شعبوں میں جاری کاموں پر تفصیلی بریفنگ دی گئی۔ وزیر اعلیٰ نے کہا کہ حکومت عوام کی فلاح و بہبود کے لیے تمام وسائل بروئے کار لا رہی ہے اور کسی قسم کی غفلت برداشت نہیں کی جائے گی۔ اس موقع پر مقامی xyxy=(260,2038,320,2576)
item-body-text: کمیشن نے گلگت بلتستان کے مختلف علاقوں میں ترقیاتی منصوبوں کا جائزہ لیا اور متعلقہ حکام کو ہدایت کی کہ عوامی مسائل کے حل کے لیے فوری اقدامات کیے جائیں۔ اجلاس میں تعلیم، صحت اور مواصلات کے شعبوں میں جاری کاموں پر تفصیلی بریفنگ دی گئی۔ وزیر اعلیٰ نے کہا کہ حکومت عوام کی فلاح و بہبود کے لیے تمام وسائل بروئے کار لا رہی ہے اور کسی قسم کی غفلت برداشت نہیں کی جائے گی۔ اس موقع پر مقامی نمائندوں نے بھی اپنے علاقوں کے مسائل سے آگاہ کیا۔ کمیشن نے گلگت بلتستان کے مختلف علاقوں میں ترقیاتی منصوبوں کا جائزہ لیا اور متعلقہ حکام کو ہدایت کی کہ عوامی مسائل کے حل کے لیے فوری اقدامات کیے جائیں۔ اجلاس میں تعلیم، صحت اور مواصلات کے شعبوں میں جاری کاموں پر تفصیلی بریفنگ دی گئی۔ وزیر اعلیٰ نے کہا کہ حکومت عوام کی فلاح و بہبود کے لیے تمام وسائل بروئے کار لا رہی ہے اور کسی قسم کی غفلت برداشت نہیں کی جائے گی۔ اس موقع پر مقامی نمائندوں نے بھی اپنے علاقوں کے مسائل سے آگاہ کیا۔ کمیشن نے گلگت بلتستان کے مختلف علاقوں میں ترقیاتی منصوبوں کا جائزہ لیا اور متعلقہ حکام کو ہدایت کی کہ عوامی مسائل کے حل کے لیے فوری اقدامات کیے جائیں۔ اجلاس میں تعلیم، صحت اور مواصلات کے شعبوں میں جاری کاموں پر تفصیلی بریفنگ دی گئی۔ وزیر اعلیٰ نے کہا کہ حکومت عوام کی فلاح و بہبود کے لیے تمام وسائل بروئے کار لا رہی ہے اور کسی قسم کی غفلت برداشت نہیں کی جائے گی۔ اس موقع پر مقامی نمائندوں نے بھی اپنے علاقوں کے مسائل سے آگاہ کیا۔ کمیشن نے گلگت بلتستان کے مختلف علاقوں میں ترقیاتی منصوبوں کا جائزہ لیا اور متعلقہ حکام کو ہدایت کی کہ عوامی مسائل کے حل کے لیے فوری اقدامات کیے جائیں۔ اجلاس میں تعلیم، صحت اور مواصلات کے شعبوں میں جاری کاموں پر تفصیلی بریفنگ دی گئی۔ وزیر اعلیٰ نے کہا کہ حکومت عوام کی فلاح و بہبود کے لیے تمام وسائل بروئے کار لا رہی ہے اور کسی قسم کی غفلت برداشت نہیں کی جائے گی۔ اس موقع پر مقامی نمائندوں نے بھی اپنے علاقوں کے مسائل سے آگاہ کیا۔ کمیشن نے گلگت بلتستان کے مختلف علاقوں میں ترقیاتی منصوبوں کا جائزہ لیا اور متعلقہ حکام کو ہدایت کی کہ عوامی مسائل کے حل کے لیے فوری اقدامات کیے جائیں۔ اجلاس میں تعلیم، صحت اور مواصلات کے شعبوں میں جاری کاموں پر تفصیلی بریفنگ دی گئی۔ وزیر اعلیٰ نے کہا کہ حکومت عوام کی فلاح و بہبود کے لیے تمام وسائل بروئے کار لا رہی ہے اور کسی قسم کی غفلت برداشت نہیں کی جائے گی۔ اس موقع پر مقامی نمائندوں نے بھی اپنے علاقوں کے مسائل سے آگاہ کیا۔ کمیشن نے گلگت بلتستان کے مختلف علاقوں میں ترقیاتی منصوبوں کا جائزہ لیا اور متعلقہ حکام کو ہدایت کی کہ عوامی مسائل کے حل کے لیے فوری اقدامات کیے جائیں۔ اجلاس میں تعلیم، صحت اور مواصلات کے شعبوں میں جاری کاموں پر تفصیلی بریفنگ دی گئی۔ وزیر اعلیٰ نے کہا کہ حکومت عوام کی فلاح و بہبود کے لیے تمام وسائل بروئے کار لا رہی ہے اور کسی قسم کی غفلت برداشت نہیں کی جائے گی۔ اس موقع پر مقامی نمائندوں نے بھی اپنے علاقوں کے مسائل سے آگاہ کیا۔ xyxy=(452,692,512,1353)
news-item xyxy=(324,9,384,681)
item-number-bar xyxy=(324,683,384,691)
news-item xyxy=(452,683,512,1354)
item-number-bar xyxy=(3,1355,63,1364)
item-body-text: کمیشن نے گلگت بلتستان کے مختلف علاقوں میں ترقیاتی منصوبوں کا جائزہ لیا اور متعلقہ حکام کو ہدایت کی کہ عوامی مسائل کے حل کے لیے فوری اقدامات کیے جائیں۔ اجلاس میں تعلیم، صحت اور مواصلات کے شعبوں میں جاری کاموں پر تفصیلی بریفنگ دی گئی۔ وزیر اعلیٰ نے کہا کہ حکومت عوام کی فلاح و بہبود کے لیے تمام وسائل بروئے کار لا رہی ہے اور کسی قسم کی غفلت برداشت نہیں کی جائے گی۔ اس موقع پر مقامی نمائندوں نے بھی اپنے علاقوں کے مسائل سے آگاہ کیا۔ کمیشن نے گلگت بلتستان کے مختلف علاقوں میں ترقیاتی منصوبوں کا جائزہ لیا اور متعلقہ حکام کو ہدایت کی کہ عوامی مسائل کے حل کے لیے فوری اقدامات کیے جائیں۔ اجلاس میں تعلیم، صحت اور مواصلات کے شعبوں میں جاری کاموں پر تفصیلی بریفنگ دی گئی۔ وزیر اعلیٰ نے کہا کہ حکومت عوام کی فلاح و بہبود کے لیے تمام وسائل بروئے کار لا رہی ہے اور کسی قسم کی غفلت برداشت نہیں کی جائے گی۔ اس موقع پر مقامی نمائندوں نے بھی اپنے علاقوں کے مسائل سے آگاہ کیا۔ کمیشن نے گلگت بلتستان کے مختلف علاقوں میں ترقیاتی منصوبوں کا جائزہ لیا اور متعلقہ حکام کو ہدایت کی کہ عوامی مسائل کے حل کے لیے فوری اقدامات کیے جائیں۔ اجلاس میں تعلیم، صحت اور مواصلات کے شعبوں میں جاری کاموں پر تفصیلی بریفنگ دی گئی۔ وزیر اعلیٰ نے کہا کہ حکومت عوام کی فلاح و بہبود کے لیے تمام وسائل بروئے کار لا رہی ہے اور کسی قسم کی غفلت برداشت نہیں کی جائے گی۔ اس موقع پر مقامی نمائندوں نے بھی اپنے علاقوں کے مسائل سے آگاہ کیا۔ کمیشن نے گلگت بلتستان کے مختلف علاقوں میں ترقیاتی منصوبوں کا جائزہ لیا اور متعلقہ حکام کو ہدایت کی کہ عوامی مسائل کے حل کے لیے فوری اقدامات کیے جائیں۔ اجلاس میں تعلیم، صحت اور مواصلات کے شعبوں میں جاری کاموں پر تفصیلی بریفنگ دی گئی۔ وزیر اعلیٰ نے کہا کہ حکومت عوام کی فلاح و بہبود کے لیے تمام وسائل بروئے کار لا رہی ہے اور کسی قسم کی غفلت برداشت نہیں کی جائے گی۔ اس موقع پر مقامی نمائندوں نے بھی اپنے علاقوں کے مسائل سے آگاہ کیا۔ کمیشن نے گلگت بلتستان کے مختلف علاقوں میں ترقیاتی منصوبوں کا جائزہ لیا اور متعلقہ حکام کو ہدایت کی کہ عوامی مسائل کے حل کے لیے فوری اقدامات کیے جائیں۔ اجلاس میں تعلیم، صحت اور مواصلات کے شعبوں میں جاری کاموں پر تفصیلی بریفنگ دی گئی۔ وزیر اعلیٰ نے کہا کہ حکومت عوام کی فلاح و بہبود کے لیے تمام وسائل بروئے کار لا رہی ہے اور کسی قسم کی غفلت برداشت نہیں کی جائے گی۔ اس موقع پر مقامی نمائندوں نے بھی اپنے علاقوں کے مسائل سے آگاہ کیا۔ کمیشن نے گلگت بلتستان کے مختلف علاقوں میں ترقیاتی منصوبوں کا جائزہ لیا اور متعلقہ حکام کو ہدایت کی کہ عوامی مسائل کے حل کے لیے فوری اقدامات کیے جائیں۔ اجلاس میں تعلیم، صحت اور مواصلات کے شعبوں میں جاری کاموں پر تفصیلی بریفنگ دی گئی۔ وزیر اعلیٰ نے کہا کہ حکومت عوام کی فلاح و بہبود کے لیے تمام وسائل بروئے کار لا رہی ہے اور کسی قسم کی غفلت برداشت نہیں کی جائے گی۔ اس موقع پر مقامی نمائندوں نے بھی اپنے علاقوں کے مسائل سے آگاہ کیا۔ xyxy=(260,1365,320,2026)
item-body-text: کمیشن نے گلگت بلتستان کے مختلف علاقوں میں ترقیاتی منصوبوں کا جائزہ لیا اور متعلقہ حکام کو ہدایت کی کہ عوامی مسائل کے حل کے لیے فوری اقدامات کیے جائیں۔ اجلاس میں تعلیم، صحت اور مواصلات کے شعبوں میں جاری کاموں پر تفصیلی بریفنگ دی گئی۔ وزیر اعلیٰ نے کہا کہ حکومت عوام کی فلاح و بہبود کے لیے تمام وسائل بروئے کار لا رہی ہے اور کسی قسم کی غفلت برداشت نہیں کی جائے گی۔ اس موقع پر مقامی نمائندوں نے بھی اپنے علاقوں کے مسائل سے آگاہ کیا۔ کمیشن نے گلگت بلتستان کے مختلف علاقوں میں ترقیاتی منصوبوں کا جائزہ لیا اور متعلقہ حکام کو ہدایت کی کہ عوامی مسائل کے حل کے لیے فوری اقدامات کیے جائیں۔ اجلاس میں تعلیم، صحت اور مواصلات کے شعبوں میں جاری کاموں پر تفصیلی بریفنگ دی گئی۔ وزیر اعلیٰ نے کہا کہ حکومت عوام کی فلاح و بہبود کے لیے تمام وسائل بروئے کار لا رہی ہے اور کسی قسم کی غفلت برداشت نہیں کی جائے گی۔ اس موقع پر مقامی نمائندوں نے بھی اپنے علاقوں کے مسائل سے آگاہ کیا۔ کمیشن نے گلگت بلتستان کے مختلف علاقوں میں ترقیاتی منصوبوں کا جائزہ لیا اور متعلقہ حکام کو ہدایت کی کہ عوامی مسائل کے حل کے لیے فوری اقدامات کیے جائیں۔ اجلاس میں تعلیم، صحت اور مواصلات کے شعبوں میں جاری کاموں پر تفصیلی بریفنگ دی گئی۔ وزیر اعلیٰ نے کہا کہ حکومت عوام کی فلاح و بہبود کے لیے تمام وسائل بروئے کار لا رہی ہے اور کسی قسم کی غفلت برداشت نہیں کی جائے گی۔ اس موقع پر مقامی نمائندوں نے بھی اپنے علاقوں کے مسائل سے آگاہ کیا۔ کمیشن نے گلگت بلتستان کے مختلف علاقوں میں ترقیاتی منصوبوں کا جائزہ لیا اور متعلقہ حکام کو ہدایت کی کہ عوامی مسائل کے حل کے لیے فوری اقدامات کیے جائیں۔ اجلاس میں تعلیم، صحت اور مواصلات کے شعبوں میں جاری کاموں پر تفصیلی بریفنگ دی گئی۔ وزیر اعلیٰ نے کہا کہ حکومت عوام کی فلاح و بہبود کے لیے تمام وسائل بروئے کار لا رہی ہے اور کسی قسم کی غفلت برداشت نہیں کی جائے گی۔ اس موقع پر مقامی نمائندوں نے بھی اپنے علاقوں کے مسائل سے آگاہ کیا۔ کمیشن نے گلگت بلتستان کے مختلف علاقوں میں ترقیاتی منصوبوں کا جائزہ لیا اور متعلقہ حکام کو ہدایت کی کہ عوامی مسائل کے حل کے لیے فوری اقدامات کیے جائیں۔ اجلاس میں تعلیم، صحت اور مواصلات کے شعبوں میں جاری کاموں پر تفصیلی بریفنگ دی گئی۔ وزیر اعلیٰ نے کہا کہ حکومت عوام کی فلاح و بہبود کے لیے تمام وسائل بروئے کار لا رہی ہے اور کسی قسم کی غفلت برداشت نہیں کی جائے گی۔ اس موقع پر مقامی نمائندوں نے بھی اپنے علاقوں کے مسائل سے آگاہ کیا۔ کمیشن نے گلگت بلتستان کے مختلف علاقوں میں ترقیاتی منصوبوں کا جائزہ لیا اور متعلقہ حکام کو ہدایت کی کہ عوامی مسائل کے حل کے لیے فوری اقدامات کیے جائیں۔ اجلاس میں تعلیم، صحت اور مواصلات کے شعبوں میں جاری کاموں پر تفصیلی بریفنگ دی گئی۔ وزیر اعلیٰ نے کہا کہ حکومت عوام کی فلاح و بہبود کے لیے تمام وسائل بروئے کار لا رہی ہے اور کسی قسم کی غفلت برداشت نہیں کی جائے گی۔ اس موقع پر مقامی نمائندوں نے بھی اپنے علاقوں کے مسائل سے آگاہ کیا۔ xyxy=(260,692,320,1353)
item-body-text: کمیشن نے گلگت بلتستان کے مختلف علاقوں میں ترقیاتی منصوبوں کا جائزہ لیا اور متعلقہ حکام کو ہدایت کی کہ عوامی مسائل کے حل کے لیے فوری اقدامات کیے جائیں۔ اجلاس میں تعلیم، صحت اور مواصلات کے شعبوں میں جاری کاموں پر تفصیلی بریفنگ دی گئی۔ وزیر اعلیٰ نے کہا کہ حکومت عوام کی فلاح و بہبود کے لیے تمام وسائل بروئے کار لا رہی ہے اور کسی قسم کی غفلت برداشت نہیں کی جائے گی۔ اس موقع پر مقامی نمائندوں نے بھی اپنے علاقوں کے مسائل سے آگاہ کیا۔ کمیشن نے گلگت بلتستان کے مختلف علاقوں میں ترقیاتی منصوبوں کا جائزہ لیا اور متعلقہ حکام کو ہدایت کی کہ عوامی مسائل کے حل کے لیے فوری اقدامات کیے جائیں۔ اجلاس میں تعلیم، صحت اور مواصلات کے شعبوں میں جاری کاموں پر تفصیلی بریفنگ دی گئی۔ وزیر اعلیٰ نے کہا کہ حکومت عوام کی فلاح و بہبود کے لیے تمام وسائل بروئے کار لا رہی ہے اور کسی قسم کی غفلت برداشت نہیں کی جائے گی۔ اس موقع پر مقامی نمائندوں نے بھی اپنے علاقوں کے مسائل سے آگاہ کیا۔ کمیشن نے گلگت بلتستان کے مختلف علاقوں میں ترقیاتی منصوبوں کا جائزہ لیا اور متعلقہ حکام کو ہدایت کی کہ عوامی مسائل کے حل کے لیے فوری اقدامات کیے جائیں۔ اجلاس میں تعلیم، صحت اور مواصلات کے شعبوں میں جاری کاموں پر تفصیلی بریفنگ دی گئی۔ وزیر اعلیٰ نے کہا کہ حکومت عوام کی فلاح و بہبود کے لیے تمام وسائل بروئے کار لا رہی ہے اور کسی قسم کی غفلت برداشت نہیں کی جائے گی۔ اس موقع پر مقامی نمائندوں نے بھی اپنے علاقوں کے مسائل سے آگاہ کیا۔ کمیشن نے گلگت بلتستان کے مختلف علاقوں میں ترقیاتی منصوبوں کا جائزہ لیا اور متعلقہ حکام کو ہدایت کی کہ عوامی مسائل کے حل کے لیے فوری اقدامات کیے جائیں۔ اجلاس میں تعلیم، صحت اور مواصلات کے شعبوں میں جاری کاموں پر تفصیلی بریفنگ دی گئی۔ وزیر اعلیٰ نے کہا کہ حکومت عوام کی فلاح و بہبود کے لیے تمام وسائل بروئے کار لا رہی ہے اور کسی قسم کی غفلت برداشت نہیں کی جائے گی۔ اس موقع پر مقامی نمائندوں نے بھی اپنے علاقوں کے مسائل سے آگاہ کیا۔ کمیشن نے گلگت بلتستان کے مختلف علاقوں میں ترقیاتی منصوبوں کا جائزہ لیا اور متعلقہ حکام کو ہدایت کی کہ عوامی مسائل کے حل کے لیے فوری اقدامات کیے جائیں۔ اجلاس میں تعلیم، صحت اور مواصلات کے شعبوں میں جاری کاموں پر تفصیلی بریفنگ دی گئی۔ وزیر اعلیٰ نے کہا کہ حکومت عوام کی فلاح و بہبود کے لیے تمام وسائل بروئے کار لا رہی ہے اور کسی قسم کی غفلت برداشت نہیں کی جائے گی۔ اس موقع پر مقامی نمائندوں نے بھی اپنے علاقوں کے مسائل سے آگاہ کیا۔ کمیشن نے گلگت بلتستان کے مختلف علاقوں میں ترقیاتی منصوبوں کا جائزہ لیا اور متعلقہ حکام کو ہدایت کی کہ عوامی مسائل کے حل کے لیے فوری اقدامات کیے جائیں۔ اجلاس میں تعلیم، صحت اور مواصلات کے شعبوں میں جاری کاموں پر تفصیلی بریفنگ دی گئی۔ وزیر اعلیٰ نے کہا کہ حکومت عوام کی فلاح و بہبود کے لیے تمام وسائل بروئے کار لا رہی ہے اور کسی قسم کی غفلت برداشت نہیں کی جائے گی۔ اس موقع پر مقامی نمائندوں نے بھی اپنے علاقوں کے مسائل سے آگاہ کیا۔ xyxy=(131,692,191,1353)
item-body-text: کمیشن نے گلگت بلتستان کے مختلف علاقوں میں ترقیاتی منصوبوں کا جائزہ لیا اور متعلقہ حکام کو ہدایت کی کہ عوامی مسائل کے حل کے لیے فوری اقدامات کیے جائیں۔ اجلاس میں تعلیم، صحت اور مواصلات کے شعبوں میں جاری کاموں پر تفصیلی بریفنگ دی گئی۔ وزیر اعلیٰ نے کہا کہ حکومت عوام کی فلاح و بہبود کے لیے تمام وسائل بروئے کار لا رہی ہے اور کسی قسم کی غفلت برداشت نہیں کی جائے گی۔ اس موقع پر مقامی نمائندوں نے بھی اپنے علاقوں کے مسائل سے آگاہ کیا۔ کمیشن نے گلگت بلتستان کے مختلف علاقوں میں ترقیاتی منصوبوں کا جائزہ لیا اور متعلقہ حکام کو ہدایت کی کہ عوامی مسائل کے حل کے لیے فوری اقدامات کیے جائیں۔ اجلاس میں تعلیم، صحت اور مواصلات کے شعبوں میں جاری کاموں پر تفصیلی بریفنگ دی گئی۔ وزیر اعلیٰ نے کہا کہ حکومت عوام کی فلاح و بہبود کے لیے تمام وسائل بروئے کار لا رہی ہے اور کسی قسم کی غفلت برداشت نہیں کی جائے گی۔ اس موقع پر مقامی نمائندوں نے بھی اپنے علاقوں کے مسائل سے آگاہ کیا۔ کمیشن نے گلگت بلتستان کے مختلف علاقوں میں ترقیاتی منصوبوں کا جائزہ لیا اور متعلقہ حکام کو ہدایت کی کہ عوامی مسائل کے حل کے لیے فوری اقدامات کیے جائیں۔ اجلاس میں تعلیم، صحت اور مواصلات کے شعبوں میں جاری کاموں پر تفصیلی بریفنگ دی گئی۔ وزیر اعلیٰ نے کہا کہ حکومت عوام کی فلاح و بہبود کے لیے تمام وسائل بروئے کار لا رہی ہے اور کسی قسم کی غفلت برداشت نہیں کی جائے گی۔ اس موقع پر مقامی نمائندوں نے بھی اپنے علاقوں کے مسائل سے آگاہ کیا۔ کمیشن نے گلگت بلتستان کے مختلف علاقوں میں ترقیاتی منصوبوں کا جائزہ لیا اور متعلقہ حکام کو ہدایت کی کہ عوامی مسائل کے حل کے لیے فوری اقدامات کیے جائیں۔ اجلاس میں تعلیم، صحت اور مواصلات کے شعبوں میں جاری کاموں پر تفصیلی بریفنگ دی گئی۔ وزیر اعلیٰ نے کہا کہ حکومت عوام کی فلاح و بہبود کے لیے تمام وسائل بروئے کار لا رہی ہے اور کسی قسم کی غفلت برداشت نہیں کی جائے گی۔ اس موقع پر مقامی نمائندوں نے بھی اپنے علاقوں کے مسائل سے آگاہ کیا۔ کمیشن نے گلگت بلتستان کے مختلف علاقوں میں ترقیاتی منصوبوں کا جائزہ لیا اور متعلقہ حکام کو ہدایت کی کہ عوامی مسائل کے حل کے لیے فوری اقدامات کیے جائیں۔ اجلاس میں تعلیم، صحت اور مواصلات کے شعبوں میں جاری کاموں پر تفصیلی بریفنگ دی گئی۔ وزیر اعلیٰ نے کہا کہ حکومت عوام کی فلاح و بہبود کے لیے تمام وسائل بروئے کار لا رہی ہے اور کسی قسم کی غفلت برداشت نہیں کی جائے گی۔ اس موقع پر مقامی xyxy=(131,2038,191,2576)
item-number: 60 xyxy=(24,9,42,18)
news-item xyxy=(3,9,63,681)
item-body-text: کمیشن نے گلگت بلتستان کے مختلف علاقوں میں ترقیاتی منصوبوں کا جائزہ لیا اور متعلقہ حکام کو ہدایت کی کہ عوامی مسائل کے حل کے لیے فوری اقدامات کیے جائیں۔ اجلاس میں تعلیم، صحت اور مواصلات کے شعبوں میں جاری کاموں پر تفصیلی بریفنگ دی گئی۔ وزیر اعلیٰ نے کہا کہ حکومت عوام کی فلاح و بہبود کے لیے تمام وسائل بروئے کار لا رہی ہے اور کسی قسم کی غفلت برداشت نہیں کی جائے گی۔ اس موقع پر مقامی نمائندوں نے بھی اپنے علاقوں کے مسائل سے آگاہ کیا۔ کمیشن نے گلگت بلتستان کے مختلف علاقوں میں ترقیاتی منصوبوں کا جائزہ لیا اور متعلقہ حکام کو ہدایت کی کہ عوامی مسائل کے حل کے لیے فوری اقدامات کیے جائیں۔ اجلاس میں تعلیم، صحت اور مواصلات کے شعبوں میں جاری کاموں پر تفصیلی بریفنگ دی گئی۔ وزیر اعلیٰ نے کہا کہ حکومت عوام کی فلاح و بہبود کے لیے تمام وسائل بروئے کار لا رہی ہے اور کسی قسم کی غفلت برداشت نہیں کی جائے گی۔ اس موقع پر مقامی نمائندوں نے بھی اپنے علاقوں کے مسائل سے آگاہ کیا۔ کمیشن نے گلگت بلتستان کے مختلف علاقوں میں ترقیاتی منصوبوں کا جائزہ لیا اور متعلقہ حکام کو ہدایت کی کہ عوامی مسائل کے حل کے لیے فوری اقدامات کیے جائیں۔ اجلاس میں تعلیم، صحت اور مواصلات کے شعبوں میں جاری کاموں پر تفصیلی بریفنگ دی گئی۔ وزیر اعلیٰ نے کہا کہ حکومت عوام کی فلاح و بہبود کے لیے تمام وسائل بروئے کار لا رہی ہے اور کسی قسم کی غفلت برداشت نہیں کی جائے گی۔ اس موقع پر مقامی نمائندوں نے بھی اپنے علاقوں کے مسائل سے آگاہ کیا۔ کمیشن نے گلگت بلتستان کے مختلف علاقوں میں ترقیاتی منصوبوں کا جائزہ لیا اور متعلقہ حکام کو ہدایت کی کہ عوامی مسائل کے حل کے لیے فوری اقدامات کیے جائیں۔ اجلاس میں تعلیم، صحت اور مواصلات کے شعبوں میں جاری کاموں پر تفصیلی بریفنگ دی گئی۔ وزیر اعلیٰ نے کہا کہ حکومت عوام کی فلاح و بہبود کے لیے تمام وسائل بروئے کار لا رہی ہے اور کسی قسم کی غفلت برداشت نہیں کی جائے گی۔ اس موقع پر مقامی نمائندوں نے بھی اپنے علاقوں کے مسائل سے آگاہ کیا۔ کمیشن نے گلگت بلتستان کے مختلف علاقوں میں ترقیاتی منصوبوں کا جائزہ لیا اور متعلقہ حکام کو ہدایت کی کہ عوامی مسائل کے حل کے لیے فوری اقدامات کیے جائیں۔ اجلاس میں تعلیم، صحت اور مواصلات کے شعبوں میں جاری کاموں پر تفصیلی بریفنگ دی گئی۔ وزیر اعلیٰ نے کہا کہ حکومت عوام کی فلاح و بہبود کے لیے تمام وسائل بروئے کار لا رہی ہے اور کسی قسم کی غفلت برداشت نہیں کی جائے گی۔ اس موقع پر مقامی نمائندوں نے بھی اپنے علاقوں کے مسائل سے آگاہ کیا۔ کمیشن نے گلگت بلتستان کے مختلف علاقوں میں ترقیاتی منصوبوں کا جائزہ لیا اور متعلقہ حکام کو ہدایت کی کہ عوامی مسائل کے حل کے لیے فوری اقدامات کیے جائیں۔ اجلاس میں تعلیم، صحت اور مواصلات کے شعبوں میں جاری کاموں پر تفصیلی بریفنگ دی گئی۔ وزیر اعلیٰ نے کہا کہ حکومت عوام کی فلاح و بہبود کے لیے تمام وسائل بروئے کار لا رہی ہے اور کسی قسم کی غفلت برداشت نہیں کی جائے گی۔ اس موقع پر مقامی نمائندوں نے بھی اپنے علاقوں کے مسائل سے آگاہ کیا۔ xyxy=(131,1365,191,2026)
item-number: 42 xyxy=(152,683,170,691)
item-number-bar xyxy=(388,9,448,18)
item-number: 44 xyxy=(152,2029,170,2037)
news-item xyxy=(196,1355,255,2027)
item-number-bar xyxy=(67,1355,127,1364)
news-item xyxy=(260,1355,320,2027)
item-number: 16 xyxy=(409,1355,427,1364)
item-number-bar xyxy=(452,9,512,18)
item-body-text: کمیشن نے گلگت بلتستان کے مختلف علاقوں میں ترقیاتی منصوبوں کا جائزہ لیا اور متعلقہ حکام کو ہدایت کی کہ عوامی مسائل کے حل کے لیے فوری اقدامات کیے جائیں۔ اجلاس میں تعلیم، صحت اور مواصلات کے شعبوں میں جاری کاموں پر تفصیلی بریفنگ دی گئی۔ وزیر اعلیٰ نے کہا کہ حکومت عوام کی فلاح و بہبود کے لیے تمام وسائل بروئے کار لا رہی ہے اور کسی قسم کی غفلت برداشت نہیں کی جائے گی۔ اس موقع پر مقامی نمائندوں نے بھی اپنے علاقوں کے مسائل سے آگاہ کیا۔ کمیشن نے گلگت بلتستان کے مختلف علاقوں میں ترقیاتی منصوبوں کا جائزہ لیا اور متعلقہ حکام کو ہدایت کی کہ عوامی مسائل کے حل کے لیے فوری اقدامات کیے جائیں۔ اجلاس میں تعلیم، صحت اور مواصلات کے شعبوں میں جاری کاموں پر تفصیلی بریفنگ دی گئی۔ وزیر اعلیٰ نے کہا کہ حکومت عوام کی فلاح و بہبود کے لیے تمام وسائل بروئے کار لا رہی ہے اور کسی قسم کی غفلت برداشت نہیں کی جائے گی۔ اس موقع پر مقامی نمائندوں نے بھی اپنے علاقوں کے مسائل سے آگاہ کیا۔ کمیشن نے گلگت بلتستان کے مختلف علاقوں میں ترقیاتی منصوبوں کا جائزہ لیا اور متعلقہ حکام کو ہدایت کی کہ عوامی مسائل کے حل کے لیے فوری اقدامات کیے جائیں۔ اجلاس میں تعلیم، صحت اور مواصلات کے شعبوں میں جاری کاموں پر تفصیلی بریفنگ دی گئی۔ وزیر اعلیٰ نے کہا کہ حکومت عوام کی فلاح و بہبود کے لیے تمام وسائل بروئے کار لا رہی ہے اور کسی قسم کی غفلت برداشت نہیں کی جائے گی۔ اس موقع پر مقامی نمائندوں نے بھی اپنے علاقوں کے مسائل سے آگاہ کیا۔ کمیشن نے گلگت بلتستان کے مختلف علاقوں میں ترقیاتی منصوبوں کا جائزہ لیا اور متعلقہ حکام کو ہدایت کی کہ عوامی مسائل کے حل کے لیے فوری اقدامات کیے جائیں۔ اجلاس میں تعلیم، صحت اور مواصلات کے شعبوں میں جاری کاموں پر تفصیلی بریفنگ دی گئی۔ وزیر اعلیٰ نے کہا کہ حکومت عوام کی فلاح و بہبود کے لیے تمام وسائل بروئے کار لا رہی ہے اور کسی قسم کی غفلت برداشت نہیں کی جائے گی۔ اس موقع پر مقامی نمائندوں نے بھی اپنے علاقوں کے مسائل سے آگاہ کیا۔ کمیشن نے گلگت بلتستان کے مختلف علاقوں میں ترقیاتی منصوبوں کا جائزہ لیا اور متعلقہ حکام کو ہدایت کی کہ عوامی مسائل کے حل کے لیے فوری اقدامات کیے جائیں۔ اجلاس میں تعلیم، صحت اور مواصلات کے شعبوں میں جاری کاموں پر تفصیلی بریفنگ دی گئی۔ وزیر اعلیٰ نے کہا کہ حکومت عوام کی فلاح و بہبود کے لیے تمام وسائل بروئے کار لا رہی ہے اور کسی قسم کی غفلت برداشت نہیں کی جائے گی۔ اس موقع پر مقامی نمائندوں نے بھی اپنے علاقوں کے مسائل سے آگاہ کیا۔ کمیشن نے گلگت بلتستان کے مختلف علاقوں میں ترقیاتی منصوبوں کا جائزہ لیا اور متعلقہ حکام کو ہدایت کی کہ عوامی مسائل کے حل کے لیے فوری اقدامات کیے جائیں۔ اجلاس میں تعلیم، صحت اور مواصلات کے شعبوں میں جاری کاموں پر تفصیلی بریفنگ دی گئی۔ وزیر اعلیٰ نے کہا کہ حکومت عوام کی فلاح و بہبود کے لیے تمام وسائل بروئے کار لا رہی ہے اور کسی قسم کی غفلت برداشت نہیں کی جائے گی۔ اس موقع پر مقامی نمائندوں نے بھی اپنے علاقوں کے مسائل سے آگاہ کیا۔ xyxy=(388,19,448,680)
item-number-bar xyxy=(131,1355,191,1364)
news-item xyxy=(3,1355,63,2027)
item-body-text: کمیشن نے گلگت بلتستان کے مختلف علاقوں میں ترقیاتی منصوبوں کا جائزہ لیا اور متعلقہ حکام کو ہدایت کی کہ عوامی مسائل کے حل کے لیے فوری اقدامات کیے جائیں۔ اجلاس میں تعلیم، صحت اور مواصلات کے شعبوں میں جاری کاموں پر تفصیلی بریفنگ دی گئی۔ وزیر اعلیٰ نے کہا کہ حکومت عوام کی فلاح و بہبود کے لیے تمام وسائل بروئے کار لا رہی ہے اور کسی قسم کی غفلت برداشت نہیں کی جائے گی۔ اس موقع پر مقامی نمائندوں نے بھی اپنے علاقوں کے مسائل سے آگاہ کیا۔ کمیشن نے گلگت بلتستان کے مختلف علاقوں میں ترقیاتی منصوبوں کا جائزہ لیا اور متعلقہ حکام کو ہدایت کی کہ عوامی مسائل کے حل کے لیے فوری اقدامات کیے جائیں۔ اجلاس میں تعلیم، صحت اور مواصلات کے شعبوں میں جاری کاموں پر تفصیلی بریفنگ دی گئی۔ وزیر اعلیٰ نے کہا کہ حکومت عوام کی فلاح و بہبود کے لیے تمام وسائل بروئے کار لا رہی ہے اور کسی قسم کی غفلت برداشت نہیں کی جائے گی۔ اس موقع پر مقامی نمائندوں نے بھی اپنے علاقوں کے مسائل سے آگاہ کیا۔ کمیشن نے گلگت بلتستان کے مختلف علاقوں میں ترقیاتی منصوبوں کا جائزہ لیا اور متعلقہ حکام کو ہدایت کی کہ عوامی مسائل کے حل کے لیے فوری اقدامات کیے جائیں۔ اجلاس میں تعلیم، صحت اور مواصلات کے شعبوں میں جاری کاموں پر تفصیلی بریفنگ دی گئی۔ وزیر اعلیٰ نے کہا کہ حکومت عوام کی فلاح و بہبود کے لیے تمام وسائل بروئے کار لا رہی ہے اور کسی قسم کی غفلت برداشت نہیں کی جائے گی۔ اس موقع پر مقامی نمائندوں نے بھی اپنے علاقوں کے مسائل سے آگاہ کیا۔ کمیشن نے گلگت بلتستان کے مختلف علاقوں میں ترقیاتی منصوبوں کا جائزہ لیا اور متعلقہ حکام کو ہدایت کی کہ عوامی مسائل کے حل کے لیے فوری اقدامات کیے جائیں۔ اجلاس میں تعلیم، صحت اور مواصلات کے شعبوں میں جاری کاموں پر تفصیلی بریفنگ دی گئی۔ وزیر اعلیٰ نے کہا کہ حکومت عوام کی فلاح و بہبود کے لیے تمام وسائل بروئے کار لا رہی ہے اور کسی قسم کی غفلت برداشت نہیں کی جائے گی۔ اس موقع پر مقامی نمائندوں نے بھی اپنے علاقوں کے مسائل سے آگاہ کیا۔ کمیشن نے گلگت بلتستان کے مختلف علاقوں میں ترقیاتی منصوبوں کا جائزہ لیا اور متعلقہ حکام کو ہدایت کی کہ عوامی مسائل کے حل کے لیے فوری اقدامات کیے جائیں۔ اجلاس میں تعلیم، صحت اور مواصلات کے شعبوں میں جاری کاموں پر تفصیلی بریفنگ دی گئی۔ وزیر اعلیٰ نے کہا کہ حکومت عوام کی فلاح و بہبود کے لیے تمام وسائل بروئے کار لا رہی ہے اور کسی قسم کی غفلت برداشت نہیں کی جائے گی۔ اس موقع پر مقامی نمائندوں نے بھی اپنے علاقوں کے مسائل سے آگاہ کیا۔ کمیشن نے گلگت بلتستان کے مختلف علاقوں میں ترقیاتی منصوبوں کا جائزہ لیا اور متعلقہ حکام کو ہدایت کی کہ عوامی مسائل کے حل کے لیے فوری اقدامات کیے جائیں۔ اجلاس میں تعلیم، صحت اور مواصلات کے شعبوں میں جاری کاموں پر تفصیلی بریفنگ دی گئی۔ وزیر اعلیٰ نے کہا کہ حکومت عوام کی فلاح و بہبود کے لیے تمام وسائل بروئے کار لا رہی ہے اور کسی قسم کی غفلت برداشت نہیں کی جائے گی۔ اس موقع پر مقامی نمائندوں نے بھی اپنے علاقوں کے مسائل سے آگاہ کیا۔ xyxy=(131,19,191,680)
news-item xyxy=(67,1355,127,2027)
item-number-bar xyxy=(67,683,127,691)
item-number: 1 xyxy=(473,9,491,18)
news-item xyxy=(260,683,320,1354)
item-body-text: کمیشن نے گلگت بلتستان کے مختلف علاقوں میں ترقیاتی منصوبوں کا جائزہ لیا اور متعلقہ حکام کو ہدایت کی کہ عوامی مسائل کے حل کے لیے فوری اقدامات کیے جائیں۔ اجلاس میں تعلیم، صحت اور مواصلات کے شعبوں میں جاری کاموں پر تفصیلی بریفنگ دی گئی۔ وزیر اعلیٰ نے کہا کہ حکومت عوام کی فلاح و بہبود کے لیے تمام وسائل بروئے کار لا رہی ہے اور کسی قسم کی غفلت برداشت نہیں کی جائے گی۔ اس موقع پر مقامی نمائندوں نے بھی اپنے علاقوں کے مسائل سے آگاہ کیا۔ کمیشن نے گلگت بلتستان کے مختلف علاقوں میں ترقیاتی منصوبوں کا جائزہ لیا اور متعلقہ حکام کو ہدایت کی کہ عوامی مسائل کے حل کے لیے فوری اقدامات کیے جائیں۔ اجلاس میں تعلیم، صحت اور مواصلات کے شعبوں میں جاری کاموں پر تفصیلی بریفنگ دی گئی۔ وزیر اعلیٰ نے کہا کہ حکومت عوام کی فلاح و بہبود کے لیے تمام وسائل بروئے کار لا رہی ہے اور کسی قسم کی غفلت برداشت نہیں کی جائے گی۔ اس موقع پر مقامی نمائندوں نے بھی اپنے علاقوں کے مسائل سے آگاہ کیا۔ کمیشن نے گلگت بلتستان کے مختلف علاقوں میں ترقیاتی منصوبوں کا جائزہ لیا اور متعلقہ حکام کو ہدایت کی کہ عوامی مسائل کے حل کے لیے فوری اقدامات کیے جائیں۔ اجلاس میں تعلیم، صحت اور مواصلات کے شعبوں میں جاری کاموں پر تفصیلی بریفنگ دی گئی۔ وزیر اعلیٰ نے کہا کہ حکومت عوام کی فلاح و بہبود کے لیے تمام وسائل بروئے کار لا رہی ہے اور کسی قسم کی غفلت برداشت نہیں کی جائے گی۔ اس موقع پر مقامی نمائندوں نے بھی اپنے علاقوں کے مسائل سے آگاہ کیا۔ کمیشن نے گلگت بلتستان کے مختلف علاقوں میں ترقیاتی منصوبوں کا جائزہ لیا اور متعلقہ حکام کو ہدایت کی کہ عوامی مسائل کے حل کے لیے فوری اقدامات کیے جائیں۔ اجلاس میں تعلیم، صحت اور مواصلات کے شعبوں میں جاری کاموں پر تفصیلی بریفنگ دی گئی۔ وزیر اعلیٰ نے کہا کہ حکومت عوام کی فلاح و بہبود کے لیے تمام وسائل بروئے کار لا رہی ہے اور کسی قسم کی غفلت برداشت نہیں کی جائے گی۔ اس موقع پر مقامی نمائندوں نے بھی اپنے علاقوں کے مسائل سے آگاہ کیا۔ کمیشن نے گلگت بلتستان کے مختلف علاقوں میں ترقیاتی منصوبوں کا جائزہ لیا اور متعلقہ حکام کو ہدایت کی کہ عوامی مسائل کے حل کے لیے فوری اقدامات کیے جائیں۔ اجلاس میں تعلیم، صحت اور مواصلات کے شعبوں میں جاری کاموں پر تفصیلی بریفنگ دی گئی۔ وزیر اعلیٰ نے کہا کہ حکومت عوام کی فلاح و بہبود کے لیے تمام وسائل بروئے کار لا رہی ہے اور کسی قسم کی غفلت برداشت نہیں کی جائے گی۔ اس موقع پر مقامی نمائندوں نے بھی اپنے علاقوں کے مسائل سے آگاہ کیا۔ کمیشن نے گلگت بلتستان کے مختلف علاقوں میں ترقیاتی منصوبوں کا جائزہ لیا اور متعلقہ حکام کو ہدایت کی کہ عوامی مسائل کے حل کے لیے فوری اقدامات کیے جائیں۔ اجلاس میں تعلیم، صحت اور مواصلات کے شعبوں میں جاری کاموں پر تفصیلی بریفنگ دی گئی۔ وزیر اعلیٰ نے کہا کہ حکومت عوام کی فلاح و بہبود کے لیے تمام وسائل بروئے کار لا رہی ہے اور کسی قسم کی غفلت برداشت نہیں کی جائے گی۔ اس موقع پر مقامی نمائندوں نے بھی اپنے علاقوں کے مسائل سے آگاہ کیا۔ xyxy=(67,692,127,1353)
item-number: 29 xyxy=(280,2029,299,2037)
news-item xyxy=(131,2029,191,2576)
item-body-text: کمیشن نے گلگت بلتستان کے مختلف علاقوں میں ترقیاتی منصوبوں کا جائزہ لیا اور متعلقہ حکام کو ہدایت کی کہ عوامی مسائل کے حل کے لیے فوری اقدامات کیے جائیں۔ اجلاس میں تعلیم، صحت اور مواصلات کے شعبوں میں جاری کاموں پر تفصیلی بریفنگ دی گئی۔ وزیر اعلیٰ نے کہا کہ حکومت عوام کی فلاح و بہبود کے لیے تمام وسائل بروئے کار لا رہی ہے اور کسی قسم کی غفلت برداشت نہیں کی جائے گی۔ اس موقع پر مقامی نمائندوں نے بھی اپنے علاقوں کے مسائل سے آگاہ کیا۔ کمیشن نے گلگت بلتستان کے مختلف علاقوں میں ترقیاتی منصوبوں کا جائزہ لیا اور متعلقہ حکام کو ہدایت کی کہ عوامی مسائل کے حل کے لیے فوری اقدامات کیے جائیں۔ اجلاس میں تعلیم، صحت اور مواصلات کے شعبوں میں جاری کاموں پر تفصیلی بریفنگ دی گئی۔ وزیر اعلیٰ نے کہا کہ حکومت عوام کی فلاح و بہبود کے لیے تمام وسائل بروئے کار لا رہی ہے اور کسی قسم کی غفلت برداشت نہیں کی جائے گی۔ اس موقع پر مقامی نمائندوں نے بھی اپنے علاقوں کے مسائل سے آگاہ کیا۔ کمیشن نے گلگت بلتستان کے مختلف علاقوں میں ترقیاتی منصوبوں کا جائزہ لیا اور متعلقہ حکام کو ہدایت کی کہ عوامی مسائل کے حل کے لیے فوری اقدامات کیے جائیں۔ اجلاس میں تعلیم، صحت اور مواصلات کے شعبوں میں جاری کاموں پر تفصیلی بریفنگ دی گئی۔ وزیر اعلیٰ نے کہا کہ حکومت عوام کی فلاح و بہبود کے لیے تمام وسائل بروئے کار لا رہی ہے اور کسی قسم کی غفلت برداشت نہیں کی جائے گی۔ اس موقع پر مقامی نمائندوں نے بھی اپنے علاقوں کے مسائل سے آگاہ کیا۔ کمیشن نے گلگت بلتستان کے مختلف علاقوں میں ترقیاتی منصوبوں کا جائزہ لیا اور متعلقہ حکام کو ہدایت کی کہ عوامی مسائل کے حل کے لیے فوری اقدامات کیے جائیں۔ اجلاس میں تعلیم، صحت اور مواصلات کے شعبوں میں جاری کاموں پر تفصیلی بریفنگ دی گئی۔ وزیر اعلیٰ نے کہا کہ حکومت عوام کی فلاح و بہبود کے لیے تمام وسائل بروئے کار لا رہی ہے اور کسی قسم کی غفلت برداشت نہیں کی جائے گی۔ اس موقع پر مقامی نمائندوں نے بھی اپنے علاقوں کے مسائل سے آگاہ کیا۔ کمیشن نے گلگت بلتستان کے مختلف علاقوں میں ترقیاتی منصوبوں کا جائزہ لیا اور متعلقہ حکام کو ہدایت کی کہ عوامی مسائل کے حل کے لیے فوری اقدامات کیے جائیں۔ اجلاس میں تعلیم، صحت اور مواصلات کے شعبوں میں جاری کاموں پر تفصیلی بریفنگ دی گئی۔ وزیر اعلیٰ نے کہا کہ حکومت عوام کی فلاح و بہبود کے لیے تمام وسائل بروئے کار لا رہی ہے اور کسی قسم کی غفلت برداشت نہیں کی جائے گی۔ اس موقع پر مقامی xyxy=(67,2038,127,2576)
item-number-bar xyxy=(388,1355,448,1364)
news-item xyxy=(196,683,255,1354)
item-number-bar xyxy=(67,2029,127,2037)
item-number-bar xyxy=(452,683,512,691)
news-item xyxy=(67,683,127,1354)
item-number: 2 xyxy=(473,683,491,691)
item-number-bar xyxy=(260,683,320,691)
item-number-bar xyxy=(3,9,63,18)
item-body-text: کمیشن نے گلگت بلتستان کے مختلف علاقوں میں ترقیاتی منصوبوں کا جائزہ لیا اور متعلقہ حکام کو ہدایت کی کہ عوامی مسائل کے حل کے لیے فوری اقدامات کیے جائیں۔ اجلاس میں تعلیم، صحت اور مواصلات کے شعبوں میں جاری کاموں پر تفصیلی بریفنگ دی گئی۔ وزیر اعلیٰ نے کہا کہ حکومت عوام کی فلاح و بہبود کے لیے تمام وسائل بروئے کار لا رہی ہے اور کسی قسم کی غفلت برداشت نہیں کی جائے گی۔ اس موقع پر مقامی نمائندوں نے بھی اپنے علاقوں کے مسائل سے آگاہ کیا۔ کمیشن نے گلگت بلتستان کے مختلف علاقوں میں ترقیاتی منصوبوں کا جائزہ لیا اور متعلقہ حکام کو ہدایت کی کہ عوامی مسائل کے حل کے لیے فوری اقدامات کیے جائیں۔ اجلاس میں تعلیم، صحت اور مواصلات کے شعبوں میں جاری کاموں پر تفصیلی بریفنگ دی گئی۔ وزیر اعلیٰ نے کہا کہ حکومت عوام کی فلاح و بہبود کے لیے تمام وسائل بروئے کار لا رہی ہے اور کسی قسم کی غفلت برداشت نہیں کی جائے گی۔ اس موقع پر مقامی نمائندوں نے بھی اپنے علاقوں کے مسائل سے آگاہ کیا۔ کمیشن نے گلگت بلتستان کے مختلف علاقوں میں ترقیاتی منصوبوں کا جائزہ لیا اور متعلقہ حکام کو ہدایت کی کہ عوامی مسائل کے حل کے لیے فوری اقدامات کیے جائیں۔ اجلاس میں تعلیم، صحت اور مواصلات کے شعبوں میں جاری کاموں پر تفصیلی بریفنگ دی گئی۔ وزیر اعلیٰ نے کہا کہ حکومت عوام کی فلاح و بہبود کے لیے تمام وسائل بروئے کار لا رہی ہے اور کسی قسم کی غفلت برداشت نہیں کی جائے گی۔ اس موقع پر مقامی نمائندوں نے بھی اپنے علاقوں کے مسائل سے آگاہ کیا۔ کمیشن نے گلگت بلتستان کے مختلف علاقوں میں ترقیاتی منصوبوں کا جائزہ لیا اور متعلقہ حکام کو ہدایت کی کہ عوامی مسائل کے حل کے لیے فوری اقدامات کیے جائیں۔ اجلاس میں تعلیم، صحت اور مواصلات کے شعبوں میں جاری کاموں پر تفصیلی بریفنگ دی گئی۔ وزیر اعلیٰ نے کہا کہ حکومت عوام کی فلاح و بہبود کے لیے تمام وسائل بروئے کار لا رہی ہے اور کسی قسم کی غفلت برداشت نہیں کی جائے گی۔ اس موقع پر مقامی نمائندوں نے بھی اپنے علاقوں کے مسائل سے آگاہ کیا۔ کمیشن نے گلگت بلتستان کے مختلف علاقوں میں ترقیاتی منصوبوں کا جائزہ لیا اور متعلقہ حکام کو ہدایت کی کہ عوامی مسائل کے حل کے لیے فوری اقدامات کیے جائیں۔ اجلاس میں تعلیم، صحت اور مواصلات کے شعبوں میں جاری کاموں پر تفصیلی بریفنگ دی گئی۔ وزیر اعلیٰ نے کہا کہ حکومت عوام کی فلاح و بہبود کے لیے تمام وسائل بروئے کار لا رہی ہے اور کسی قسم کی غفلت برداشت نہیں کی جائے گی۔ اس موقع پر مقامی نمائندوں نے بھی اپنے علاقوں کے مسائل سے آگاہ کیا۔ کمیشن نے گلگت بلتستان کے مختلف علاقوں میں ترقیاتی منصوبوں کا جائزہ لیا اور متعلقہ حکام کو ہدایت کی کہ عوامی مسائل کے حل کے لیے فوری اقدامات کیے جائیں۔ اجلاس میں تعلیم، صحت اور مواصلات کے شعبوں میں جاری کاموں پر تفصیلی بریفنگ دی گئی۔ وزیر اعلیٰ نے کہا کہ حکومت عوام کی فلاح و بہبود کے لیے تمام وسائل بروئے کار لا رہی ہے اور کسی قسم کی غفلت برداشت نہیں کی جائے گی۔ اس موقع پر مقامی نمائندوں نے بھی اپنے علاقوں کے مسائل سے آگاہ کیا۔ xyxy=(452,1365,512,2026)
item-number: 17 xyxy=(409,2029,427,2037)
item-number: 52 xyxy=(88,2029,106,2037)
news-item xyxy=(388,2029,448,2576)
news-item xyxy=(131,9,191,681)
news-item xyxy=(452,2029,512,2576)
item-body-text: کمیشن نے گلگت بلتستان کے مختلف علاقوں میں ترقیاتی منصوبوں کا جائزہ لیا اور متعلقہ حکام کو ہدایت کی کہ عوامی مسائل کے حل کے لیے فوری اقدامات کیے جائیں۔ اجلاس میں تعلیم، صحت اور مواصلات کے شعبوں میں جاری کاموں پر تفصیلی بریفنگ دی گئی۔ وزیر اعلیٰ نے کہا کہ حکومت عوام کی فلاح و بہبود کے لیے تمام وسائل بروئے کار لا رہی ہے اور کسی قسم کی غفلت برداشت نہیں کی جائے گی۔ اس موقع پر مقامی نمائندوں نے بھی اپنے علاقوں کے مسائل سے آگاہ کیا۔ کمیشن نے گلگت بلتستان کے مختلف علاقوں میں ترقیاتی منصوبوں کا جائزہ لیا اور متعلقہ حکام کو ہدایت کی کہ عوامی مسائل کے حل کے لیے فوری اقدامات کیے جائیں۔ اجلاس میں تعلیم، صحت اور مواصلات کے شعبوں میں جاری کاموں پر تفصیلی بریفنگ دی گئی۔ وزیر اعلیٰ نے کہا کہ حکومت عوام کی فلاح و بہبود کے لیے تمام وسائل بروئے کار لا رہی ہے اور کسی قسم کی غفلت برداشت نہیں کی جائے گی۔ اس موقع پر مقامی نمائندوں نے بھی اپنے علاقوں کے مسائل سے آگاہ کیا۔ کمیشن نے گلگت بلتستان کے مختلف علاقوں میں ترقیاتی منصوبوں کا جائزہ لیا اور متعلقہ حکام کو ہدایت کی کہ عوامی مسائل کے حل کے لیے فوری اقدامات کیے جائیں۔ اجلاس میں تعلیم، صحت اور مواصلات کے شعبوں میں جاری کاموں پر تفصیلی بریفنگ دی گئی۔ وزیر اعلیٰ نے کہا کہ حکومت عوام کی فلاح و بہبود کے لیے تمام وسائل بروئے کار لا رہی ہے اور کسی قسم کی غفلت برداشت نہیں کی جائے گی۔ اس موقع پر مقامی نمائندوں نے بھی اپنے علاقوں کے مسائل سے آگاہ کیا۔ کمیشن نے گلگت بلتستان کے مختلف علاقوں میں ترقیاتی منصوبوں کا جائزہ لیا اور متعلقہ حکام کو ہدایت کی کہ عوامی مسائل کے حل کے لیے فوری اقدامات کیے جائیں۔ اجلاس میں تعلیم، صحت اور مواصلات کے شعبوں میں جاری کاموں پر تفصیلی بریفنگ دی گئی۔ وزیر اعلیٰ نے کہا کہ حکومت عوام کی فلاح و بہبود کے لیے تمام وسائل بروئے کار لا رہی ہے اور کسی قسم کی غفلت برداشت نہیں کی جائے گی۔ اس موقع پر مقامی نمائندوں نے بھی اپنے علاقوں کے مسائل سے آگاہ کیا۔ کمیشن نے گلگت بلتستان کے مختلف علاقوں میں ترقیاتی منصوبوں کا جائزہ لیا اور متعلقہ حکام کو ہدایت کی کہ عوامی مسائل کے حل کے لیے فوری اقدامات کیے جائیں۔ اجلاس میں تعلیم، صحت اور مواصلات کے شعبوں میں جاری کاموں پر تفصیلی بریفنگ دی گئی۔ وزیر اعلیٰ نے کہا کہ حکومت عوام کی فلاح و بہبود کے لیے تمام وسائل بروئے کار لا رہی ہے اور کسی قسم کی غفلت برداشت نہیں کی جائے گی۔ اس موقع پر مقامی نمائندوں نے بھی اپنے علاقوں کے مسائل سے آگاہ کیا۔ کمیشن نے گلگت بلتستان کے مختلف علاقوں میں ترقیاتی منصوبوں کا جائزہ لیا اور متعلقہ حکام کو ہدایت کی کہ عوامی مسائل کے حل کے لیے فوری اقدامات کیے جائیں۔ اجلاس میں تعلیم، صحت اور مواصلات کے شعبوں میں جاری کاموں پر تفصیلی بریفنگ دی گئی۔ وزیر اعلیٰ نے کہا کہ حکومت عوام کی فلاح و بہبود کے لیے تمام وسائل بروئے کار لا رہی ہے اور کسی قسم کی غفلت برداشت نہیں کی جائے گی۔ اس موقع پر مقامی نمائندوں نے بھی اپنے علاقوں کے مسائل سے آگاہ کیا۔ xyxy=(67,1365,127,2026)
news-item xyxy=(260,2029,320,2576)
news-item xyxy=(3,683,63,1354)
item-number: 34 xyxy=(216,9,235,18)
item-number-bar xyxy=(388,2029,448,2037)
item-number-bar xyxy=(196,1355,255,1364)
item-number-bar xyxy=(196,2029,255,2037)
newspaper-masthead: روزنامہ الانصاف گلگت بلتستان (03) صفحہ اسلام آباد 09 فروری 2026ء xyxy=(0,0,515,9)
news-item xyxy=(131,683,191,1354)
item-body-text: کمیشن نے گلگت بلتستان کے مختلف علاقوں میں ترقیاتی منصوبوں کا جائزہ لیا اور متعلقہ حکام کو ہدایت کی کہ عوامی مسائل کے حل کے لیے فوری اقدامات کیے جائیں۔ اجلاس میں تعلیم، صحت اور مواصلات کے شعبوں میں جاری کاموں پر تفصیلی بریفنگ دی گئی۔ وزیر اعلیٰ نے کہا کہ حکومت عوام کی فلاح و بہبود کے لیے تمام وسائل بروئے کار لا رہی ہے اور کسی قسم کی غفلت برداشت نہیں کی جائے گی۔ اس موقع پر مقامی نمائندوں نے بھی اپنے علاقوں کے مسائل سے آگاہ کیا۔ کمیشن نے گلگت بلتستان کے مختلف علاقوں میں ترقیاتی منصوبوں کا جائزہ لیا اور متعلقہ حکام کو ہدایت کی کہ عوامی مسائل کے حل کے لیے فوری اقدامات کیے جائیں۔ اجلاس میں تعلیم، صحت اور مواصلات کے شعبوں میں جاری کاموں پر تفصیلی بریفنگ دی گئی۔ وزیر اعلیٰ نے کہا کہ حکومت عوام کی فلاح و بہبود کے لیے تمام وسائل بروئے کار لا رہی ہے اور کسی قسم کی غفلت برداشت نہیں کی جائے گی۔ اس موقع پر مقامی نمائندوں نے بھی اپنے علاقوں کے مسائل سے آگاہ کیا۔ کمیشن نے گلگت بلتستان کے مختلف علاقوں میں ترقیاتی منصوبوں کا جائزہ لیا اور متعلقہ حکام کو ہدایت کی کہ عوامی مسائل کے حل کے لیے فوری اقدامات کیے جائیں۔ اجلاس میں تعلیم، صحت اور مواصلات کے شعبوں میں جاری کاموں پر تفصیلی بریفنگ دی گئی۔ وزیر اعلیٰ نے کہا کہ حکومت عوام کی فلاح و بہبود کے لیے تمام وسائل بروئے کار لا رہی ہے اور کسی قسم کی غفلت برداشت نہیں کی جائے گی۔ اس موقع پر مقامی نمائندوں نے بھی اپنے علاقوں کے مسائل سے آگاہ کیا۔ کمیشن نے گلگت بلتستان کے مختلف علاقوں میں ترقیاتی منصوبوں کا جائزہ لیا اور متعلقہ حکام کو ہدایت کی کہ عوامی مسائل کے حل کے لیے فوری اقدامات کیے جائیں۔ اجلاس میں تعلیم، صحت اور مواصلات کے شعبوں میں جاری کاموں پر تفصیلی بریفنگ دی گئی۔ وزیر اعلیٰ نے کہا کہ حکومت عوام کی فلاح و بہبود کے لیے تمام وسائل بروئے کار لا رہی ہے اور کسی قسم کی غفلت برداشت نہیں کی جائے گی۔ اس موقع پر مقامی نمائندوں نے بھی اپنے علاقوں کے مسائل سے آگاہ کیا۔ کمیشن نے گلگت بلتستان کے مختلف علاقوں میں ترقیاتی منصوبوں کا جائزہ لیا اور متعلقہ حکام کو ہدایت کی کہ عوامی مسائل کے حل کے لیے فوری اقدامات کیے جائیں۔ اجلاس میں تعلیم، صحت اور مواصلات کے شعبوں میں جاری کاموں پر تفصیلی بریفنگ دی گئی۔ وزیر اعلیٰ نے کہا کہ حکومت عوام کی فلاح و بہبود کے لیے تمام وسائل بروئے کار لا رہی ہے اور کسی قسم کی غفلت برداشت نہیں کی جائے گی۔ اس موقع پر مقامی نمائندوں نے بھی اپنے علاقوں کے مسائل سے آگاہ کیا۔ کمیشن نے گلگت بلتستان کے مختلف علاقوں میں ترقیاتی منصوبوں کا جائزہ لیا اور متعلقہ حکام کو ہدایت کی کہ عوامی مسائل کے حل کے لیے فوری اقدامات کیے جائیں۔ اجلاس میں تعلیم، صحت اور مواصلات کے شعبوں میں جاری کاموں پر تفصیلی بریفنگ دی گئی۔ وزیر اعلیٰ نے کہا کہ حکومت عوام کی فلاح و بہبود کے لیے تمام وسائل بروئے کار لا رہی ہے اور کسی قسم کی غفلت برداشت نہیں کی جائے گی۔ اس موقع پر مقامی نمائندوں نے بھی اپنے علاقوں کے مسائل سے آگاہ کیا۔ xyxy=(388,1365,448,2026)
news-item xyxy=(388,9,448,681)
item-number: 61 xyxy=(24,683,42,691)
item-body-text: کمیشن نے گلگت بلتستان کے مختلف علاقوں میں ترقیاتی منصوبوں کا جائزہ لیا اور متعلقہ حکام کو ہدایت کی کہ عوامی مسائل کے حل کے لیے فوری اقدامات کیے جائیں۔ اجلاس میں تعلیم، صحت اور مواصلات کے شعبوں میں جاری کاموں پر تفصیلی بریفنگ دی گئی۔ وزیر اعلیٰ نے کہا کہ حکومت عوام کی فلاح و بہبود کے لیے تمام وسائل بروئے کار لا رہی ہے اور کسی قسم کی غفلت برداشت نہیں کی جائے گی۔ اس موقع پر مقامی نمائندوں نے بھی اپنے علاقوں کے مسائل سے آگاہ کیا۔ کمیشن نے گلگت بلتستان کے مختلف علاقوں میں ترقیاتی منصوبوں کا جائزہ لیا اور متعلقہ حکام کو ہدایت کی کہ عوامی مسائل کے حل کے لیے فوری اقدامات کیے جائیں۔ اجلاس میں تعلیم، صحت اور مواصلات کے شعبوں میں جاری کاموں پر تفصیلی بریفنگ دی گئی۔ وزیر اعلیٰ نے کہا کہ حکومت عوام کی فلاح و بہبود کے لیے تمام وسائل بروئے کار لا رہی ہے اور کسی قسم کی غفلت برداشت نہیں کی جائے گی۔ اس موقع پر مقامی نمائندوں نے بھی اپنے علاقوں کے مسائل سے آگاہ کیا۔ کمیشن نے گلگت بلتستان کے مختلف علاقوں میں ترقیاتی منصوبوں کا جائزہ لیا اور متعلقہ حکام کو ہدایت کی کہ عوامی مسائل کے حل کے لیے فوری اقدامات کیے جائیں۔ اجلاس میں تعلیم، صحت اور مواصلات کے شعبوں میں جاری کاموں پر تفصیلی بریفنگ دی گئی۔ وزیر اعلیٰ نے کہا کہ حکومت عوام کی فلاح و بہبود کے لیے تمام وسائل بروئے کار لا رہی ہے اور کسی قسم کی غفلت برداشت نہیں کی جائے گی۔ اس موقع پر مقامی نمائندوں نے بھی اپنے علاقوں کے مسائل سے آگاہ کیا۔ کمیشن نے گلگت بلتستان کے مختلف علاقوں میں ترقیاتی منصوبوں کا جائزہ لیا اور متعلقہ حکام کو ہدایت کی کہ عوامی مسائل کے حل کے لیے فوری اقدامات کیے جائیں۔ اجلاس میں تعلیم، صحت اور مواصلات کے شعبوں میں جاری کاموں پر تفصیلی بریفنگ دی گئی۔ وزیر اعلیٰ نے کہا کہ حکومت عوام کی فلاح و بہبود کے لیے تمام وسائل بروئے کار لا رہی ہے اور کسی قسم کی غفلت برداشت نہیں کی جائے گی۔ اس موقع پر مقامی نمائندوں نے بھی اپنے علاقوں کے مسائل سے آگاہ کیا۔ کمیشن نے گلگت بلتستان کے مختلف علاقوں میں ترقیاتی منصوبوں کا جائزہ لیا اور متعلقہ حکام کو ہدایت کی کہ عوامی مسائل کے حل کے لیے فوری اقدامات کیے جائیں۔ اجلاس میں تعلیم، صحت اور مواصلات کے شعبوں میں جاری کاموں پر تفصیلی بریفنگ دی گئی۔ وزیر اعلیٰ نے کہا کہ حکومت عوام کی فلاح و بہبود کے لیے تمام وسائل بروئے کار لا رہی ہے اور کسی قسم کی غفلت برداشت نہیں کی جائے گی۔ اس موقع پر مقامی نمائندوں نے بھی اپنے علاقوں کے مسائل سے آگاہ کیا۔ کمیشن نے گلگت بلتستان کے مختلف علاقوں میں ترقیاتی منصوبوں کا جائزہ لیا اور متعلقہ حکام کو ہدایت کی کہ عوامی مسائل کے حل کے لیے فوری اقدامات کیے جائیں۔ اجلاس میں تعلیم، صحت اور مواصلات کے شعبوں میں جاری کاموں پر تفصیلی بریفنگ دی گئی۔ وزیر اعلیٰ نے کہا کہ حکومت عوام کی فلاح و بہبود کے لیے تمام وسائل بروئے کار لا رہی ہے اور کسی قسم کی غفلت برداشت نہیں کی جائے گی۔ اس موقع پر مقامی نمائندوں نے بھی اپنے علاقوں کے مسائل سے آگاہ کیا۔ xyxy=(3,1365,63,2026)
item-body-text: کمیشن نے گلگت بلتستان کے مختلف علاقوں میں ترقیاتی منصوبوں کا جائزہ لیا اور متعلقہ حکام کو ہدایت کی کہ عوامی مسائل کے حل کے لیے فوری اقدامات کیے جائیں۔ اجلاس میں تعلیم، صحت اور مواصلات کے شعبوں میں جاری کاموں پر تفصیلی بریفنگ دی گئی۔ وزیر اعلیٰ نے کہا کہ حکومت عوام کی فلاح و بہبود کے لیے تمام وسائل بروئے کار لا رہی ہے اور کسی قسم کی غفلت برداشت نہیں کی جائے گی۔ اس موقع پر مقامی نمائندوں نے بھی اپنے علاقوں کے مسائل سے آگاہ کیا۔ کمیشن نے گلگت بلتستان کے مختلف علاقوں میں ترقیاتی منصوبوں کا جائزہ لیا اور متعلقہ حکام کو ہدایت کی کہ عوامی مسائل کے حل کے لیے فوری اقدامات کیے جائیں۔ اجلاس میں تعلیم، صحت اور مواصلات کے شعبوں میں جاری کاموں پر تفصیلی بریفنگ دی گئی۔ وزیر اعلیٰ نے کہا کہ حکومت عوام کی فلاح و بہبود کے لیے تمام وسائل بروئے کار لا رہی ہے اور کسی قسم کی غفلت برداشت نہیں کی جائے گی۔ اس موقع پر مقامی نمائندوں نے بھی اپنے علاقوں کے مسائل سے آگاہ کیا۔ کمیشن نے گلگت بلتستان کے مختلف علاقوں میں ترقیاتی منصوبوں کا جائزہ لیا اور متعلقہ حکام کو ہدایت کی کہ عوامی مسائل کے حل کے لیے فوری اقدامات کیے جائیں۔ اجلاس میں تعلیم، صحت اور مواصلات کے شعبوں میں جاری کاموں پر تفصیلی بریفنگ دی گئی۔ وزیر اعلیٰ نے کہا کہ حکومت عوام کی فلاح و بہبود کے لیے تمام وسائل بروئے کار لا رہی ہے اور کسی قسم کی غفلت برداشت نہیں کی جائے گی۔ اس موقع پر مقامی نمائندوں نے بھی اپنے علاقوں کے مسائل سے آگاہ کیا۔ کمیشن نے گلگت بلتستان کے مختلف علاقوں میں ترقیاتی منصوبوں کا جائزہ لیا اور متعلقہ حکام کو ہدایت کی کہ عوامی مسائل کے حل کے لیے فوری اقدامات کیے جائیں۔ اجلاس میں تعلیم، صحت اور مواصلات کے شعبوں میں جاری کاموں پر تفصیلی بریفنگ دی گئی۔ وزیر اعلیٰ نے کہا کہ حکومت عوام کی فلاح و بہبود کے لیے تمام وسائل بروئے کار لا رہی ہے اور کسی قسم کی غفلت برداشت نہیں کی جائے گی۔ اس موقع پر مقامی نمائندوں نے بھی اپنے علاقوں کے مسائل سے آگاہ کیا۔ کمیشن نے گلگت بلتستان کے مختلف علاقوں میں ترقیاتی منصوبوں کا جائزہ لیا اور متعلقہ حکام کو ہدایت کی کہ عوامی مسائل کے حل کے لیے فوری اقدامات کیے جائیں۔ اجلاس میں تعلیم، صحت اور مواصلات کے شعبوں میں جاری کاموں پر تفصیلی بریفنگ دی گئی۔ وزیر اعلیٰ نے کہا کہ حکومت عوام کی فلاح و بہبود کے لیے تمام وسائل بروئے کار لا رہی ہے اور کسی قسم کی غفلت برداشت نہیں کی جائے گی۔ اس موقع پر مقامی نمائندوں نے بھی اپنے علاقوں کے مسائل سے آگاہ کیا۔ کمیشن نے گلگت بلتستان کے مختلف علاقوں میں ترقیاتی منصوبوں کا جائزہ لیا اور متعلقہ حکام کو ہدایت کی کہ عوامی مسائل کے حل کے لیے فوری اقدامات کیے جائیں۔ اجلاس میں تعلیم، صحت اور مواصلات کے شعبوں میں جاری کاموں پر تفصیلی بریفنگ دی گئی۔ وزیر اعلیٰ نے کہا کہ حکومت عوام کی فلاح و بہبود کے لیے تمام وسائل بروئے کار لا رہی ہے اور کسی قسم کی غفلت برداشت نہیں کی جائے گی۔ اس موقع پر مقامی نمائندوں نے بھی اپنے علاقوں کے مسائل سے آگاہ کیا۔ xyxy=(324,19,384,680)
item-number-bar xyxy=(3,683,63,691)
item-number-bar xyxy=(324,9,384,18)
item-body-text: کمیشن نے گلگت بلتستان کے مختلف علاقوں میں ترقیاتی منصوبوں کا جائزہ لیا اور متعلقہ حکام کو ہدایت کی کہ عوامی مسائل کے حل کے لیے فوری اقدامات کیے جائیں۔ اجلاس میں تعلیم، صحت اور مواصلات کے شعبوں میں جاری کاموں پر تفصیلی بریفنگ دی گئی۔ وزیر اعلیٰ نے کہا کہ حکومت عوام کی فلاح و بہبود کے لیے تمام وسائل بروئے کار لا رہی ہے اور کسی قسم کی غفلت برداشت نہیں کی جائے گی۔ اس موقع پر مقامی نمائندوں نے بھی اپنے علاقوں کے مسائل سے آگاہ کیا۔ کمیشن نے گلگت بلتستان کے مختلف علاقوں میں ترقیاتی منصوبوں کا جائزہ لیا اور متعلقہ حکام کو ہدایت کی کہ عوامی مسائل کے حل کے لیے فوری اقدامات کیے جائیں۔ اجلاس میں تعلیم، صحت اور مواصلات کے شعبوں میں جاری کاموں پر تفصیلی بریفنگ دی گئی۔ وزیر اعلیٰ نے کہا کہ حکومت عوام کی فلاح و بہبود کے لیے تمام وسائل بروئے کار لا رہی ہے اور کسی قسم کی غفلت برداشت نہیں کی جائے گی۔ اس موقع پر مقامی نمائندوں نے بھی اپنے علاقوں کے مسائل سے آگاہ کیا۔ کمیشن نے گلگت بلتستان کے مختلف علاقوں میں ترقیاتی منصوبوں کا جائزہ لیا اور متعلقہ حکام کو ہدایت کی کہ عوامی مسائل کے حل کے لیے فوری اقدامات کیے جائیں۔ اجلاس میں تعلیم، صحت اور مواصلات کے شعبوں میں جاری کاموں پر تفصیلی بریفنگ دی گئی۔ وزیر اعلیٰ نے کہا کہ حکومت عوام کی فلاح و بہبود کے لیے تمام وسائل بروئے کار لا رہی ہے اور کسی قسم کی غفلت برداشت نہیں کی جائے گی۔ اس موقع پر مقامی نمائندوں نے بھی اپنے علاقوں کے مسائل سے آگاہ کیا۔ کمیشن نے گلگت بلتستان کے مختلف علاقوں میں ترقیاتی منصوبوں کا جائزہ لیا اور متعلقہ حکام کو ہدایت کی کہ عوامی مسائل کے حل کے لیے فوری اقدامات کیے جائیں۔ اجلاس میں تعلیم، صحت اور مواصلات کے شعبوں میں جاری کاموں پر تفصیلی بریفنگ دی گئی۔ وزیر اعلیٰ نے کہا کہ حکومت عوام کی فلاح و بہبود کے لیے تمام وسائل بروئے کار لا رہی ہے اور کسی قسم کی غفلت برداشت نہیں کی جائے گی۔ اس موقع پر مقامی نمائندوں نے بھی اپنے علاقوں کے مسائل سے آگاہ کیا۔ کمیشن نے گلگت بلتستان کے مختلف علاقوں میں ترقیاتی منصوبوں کا جائزہ لیا اور متعلقہ حکام کو ہدایت کی کہ عوامی مسائل کے حل کے لیے فوری اقدامات کیے جائیں۔ اجلاس میں تعلیم، صحت اور مواصلات کے شعبوں میں جاری کاموں پر تفصیلی بریفنگ دی گئی۔ وزیر اعلیٰ نے کہا کہ حکومت عوام کی فلاح و بہبود کے لیے تمام وسائل بروئے کار لا رہی ہے اور کسی قسم کی غفلت برداشت نہیں کی جائے گی۔ اس موقع پر مقامی نمائندوں نے بھی اپنے علاقوں کے مسائل سے آگاہ کیا۔ کمیشن نے گلگت بلتستان کے مختلف علاقوں میں ترقیاتی منصوبوں کا جائزہ لیا اور متعلقہ حکام کو ہدایت کی کہ عوامی مسائل کے حل کے لیے فوری اقدامات کیے جائیں۔ اجلاس میں تعلیم، صحت اور مواصلات کے شعبوں میں جاری کاموں پر تفصیلی بریفنگ دی گئی۔ وزیر اعلیٰ نے کہا کہ حکومت عوام کی فلاح و بہبود کے لیے تمام وسائل بروئے کار لا رہی ہے اور کسی قسم کی غفلت برداشت نہیں کی جائے گی۔ اس موقع پر مقامی نمائندوں نے بھی اپنے علاقوں کے مسائل سے آگاہ کیا۔ xyxy=(195,692,255,1353)
item-number: 22 xyxy=(345,683,363,691)
news-item xyxy=(67,9,127,681)
item-number-bar xyxy=(324,1355,384,1364)
item-number-bar xyxy=(260,1355,320,1364)
item-body-text: کمیشن نے گلگت بلتستان کے مختلف علاقوں میں ترقیاتی منصوبوں کا جائزہ لیا اور متعلقہ حکام کو ہدایت کی کہ عوامی مسائل کے حل کے لیے فوری اقدامات کیے جائیں۔ اجلاس میں تعلیم، صحت اور مواصلات کے شعبوں میں جاری کاموں پر تفصیلی بریفنگ دی گئی۔ وزیر اعلیٰ نے کہا کہ حکومت عوام کی فلاح و بہبود کے لیے تمام وسائل بروئے کار لا رہی ہے اور کسی قسم کی غفلت برداشت نہیں کی جائے گی۔ اس موقع پر مقامی نمائندوں نے بھی اپنے علاقوں کے مسائل سے آگاہ کیا۔ کمیشن نے گلگت بلتستان کے مختلف علاقوں میں ترقیاتی منصوبوں کا جائزہ لیا اور متعلقہ حکام کو ہدایت کی کہ عوامی مسائل کے حل کے لیے فوری اقدامات کیے جائیں۔ اجلاس میں تعلیم، صحت اور مواصلات کے شعبوں میں جاری کاموں پر تفصیلی بریفنگ دی گئی۔ وزیر اعلیٰ نے کہا کہ حکومت عوام کی فلاح و بہبود کے لیے تمام وسائل بروئے کار لا رہی ہے اور کسی قسم کی غفلت برداشت نہیں کی جائے گی۔ اس موقع پر مقامی نمائندوں نے بھی اپنے علاقوں کے مسائل سے آگاہ کیا۔ کمیشن نے گلگت بلتستان کے مختلف علاقوں میں ترقیاتی منصوبوں کا جائزہ لیا اور متعلقہ حکام کو ہدایت کی کہ عوامی مسائل کے حل کے لیے فوری اقدامات کیے جائیں۔ اجلاس میں تعلیم، صحت اور مواصلات کے شعبوں میں جاری کاموں پر تفصیلی بریفنگ دی گئی۔ وزیر اعلیٰ نے کہا کہ حکومت عوام کی فلاح و بہبود کے لیے تمام وسائل بروئے کار لا رہی ہے اور کسی قسم کی غفلت برداشت نہیں کی جائے گی۔ اس موقع پر مقامی نمائندوں نے بھی اپنے علاقوں کے مسائل سے آگاہ کیا۔ کمیشن نے گلگت بلتستان کے مختلف علاقوں میں ترقیاتی منصوبوں کا جائزہ لیا اور متعلقہ حکام کو ہدایت کی کہ عوامی مسائل کے حل کے لیے فوری اقدامات کیے جائیں۔ اجلاس میں تعلیم، صحت اور مواصلات کے شعبوں میں جاری کاموں پر تفصیلی بریفنگ دی گئی۔ وزیر اعلیٰ نے کہا کہ حکومت عوام کی فلاح و بہبود کے لیے تمام وسائل بروئے کار لا رہی ہے اور کسی قسم کی غفلت برداشت نہیں کی جائے گی۔ اس موقع پر مقامی نمائندوں نے بھی اپنے علاقوں کے مسائل سے آگاہ کیا۔ کمیشن نے گلگت بلتستان کے مختلف علاقوں میں ترقیاتی منصوبوں کا جائزہ لیا اور متعلقہ حکام کو ہدایت کی کہ عوامی مسائل کے حل کے لیے فوری اقدامات کیے جائیں۔ اجلاس میں تعلیم، صحت اور مواصلات کے شعبوں میں جاری کاموں پر تفصیلی بریفنگ دی گئی۔ وزیر اعلیٰ نے کہا کہ حکومت عوام کی فلاح و بہبود کے لیے تمام وسائل بروئے کار لا رہی ہے اور کسی قسم کی غفلت برداشت نہیں کی جائے گی۔ اس موقع پر مقامی نمائندوں نے بھی اپنے علاقوں کے مسائل سے آگاہ کیا۔ کمیشن نے گلگت بلتستان کے مختلف علاقوں میں ترقیاتی منصوبوں کا جائزہ لیا اور متعلقہ حکام کو ہدایت کی کہ عوامی مسائل کے حل کے لیے فوری اقدامات کیے جائیں۔ اجلاس میں تعلیم، صحت اور مواصلات کے شعبوں میں جاری کاموں پر تفصیلی بریفنگ دی گئی۔ وزیر اعلیٰ نے کہا کہ حکومت عوام کی فلاح و بہبود کے لیے تمام وسائل بروئے کار لا رہی ہے اور کسی قسم کی غفلت برداشت نہیں کی جائے گی۔ اس موقع پر مقامی نمائندوں نے بھی اپنے علاقوں کے مسائل سے آگاہ کیا۔ xyxy=(388,692,448,1353)
item-number-bar xyxy=(196,683,255,691)
item-number: 24 xyxy=(345,2029,363,2037)
item-number: 28 xyxy=(280,1355,299,1364)
item-number-bar xyxy=(388,683,448,691)
news-item xyxy=(452,9,512,681)
news-column xyxy=(2,9,64,2576)
item-number: 49 xyxy=(88,9,106,18)
item-number: 36 xyxy=(216,1355,235,1364)
item-number: 40 xyxy=(152,9,170,18)
news-column xyxy=(451,9,513,2576)
news-column xyxy=(387,9,449,2576)
item-body-text: کمیشن نے گلگت بلتستان کے مختلف علاقوں میں ترقیاتی منصوبوں کا جائزہ لیا اور متعلقہ حکام کو ہدایت کی کہ عوامی مسائل کے حل کے لیے فوری اقدامات کیے جائیں۔ اجلاس میں تعلیم، صحت اور مواصلات کے شعبوں میں جاری کاموں پر تفصیلی بریفنگ دی گئی۔ وزیر اعلیٰ نے کہا کہ حکومت عوام کی فلاح و بہبود کے لیے تمام وسائل بروئے کار لا رہی ہے اور کسی قسم کی غفلت برداشت نہیں کی جائے گی۔ اس موقع پر مقامی نمائندوں نے بھی اپنے علاقوں کے مسائل سے آگاہ کیا۔ کمیشن نے گلگت بلتستان کے مختلف علاقوں میں ترقیاتی منصوبوں کا جائزہ لیا اور متعلقہ حکام کو ہدایت کی کہ عوامی مسائل کے حل کے لیے فوری اقدامات کیے جائیں۔ اجلاس میں تعلیم، صحت اور مواصلات کے شعبوں میں جاری کاموں پر تفصیلی بریفنگ دی گئی۔ وزیر اعلیٰ نے کہا کہ حکومت عوام کی فلاح و بہبود کے لیے تمام وسائل بروئے کار لا رہی ہے اور کسی قسم کی غفلت برداشت نہیں کی جائے گی۔ اس موقع پر مقامی نمائندوں نے بھی اپنے علاقوں کے مسائل سے آگاہ کیا۔ کمیشن نے گلگت بلتستان کے مختلف علاقوں میں ترقیاتی منصوبوں کا جائزہ لیا اور متعلقہ حکام کو ہدایت کی کہ عوامی مسائل کے حل کے لیے فوری اقدامات کیے جائیں۔ اجلاس میں تعلیم، صحت اور مواصلات کے شعبوں میں جاری کاموں پر تفصیلی بریفنگ دی گئی۔ وزیر اعلیٰ نے کہا کہ حکومت عوام کی فلاح و بہبود کے لیے تمام وسائل بروئے کار لا رہی ہے اور کسی قسم کی غفلت برداشت نہیں کی جائے گی۔ اس موقع پر مقامی نمائندوں نے بھی اپنے علاقوں کے مسائل سے آگاہ کیا۔ کمیشن نے گلگت بلتستان کے مختلف علاقوں میں ترقیاتی منصوبوں کا جائزہ لیا اور متعلقہ حکام کو ہدایت کی کہ عوامی مسائل کے حل کے لیے فوری اقدامات کیے جائیں۔ اجلاس میں تعلیم، صحت اور مواصلات کے شعبوں میں جاری کاموں پر تفصیلی بریفنگ دی گئی۔ وزیر اعلیٰ نے کہا کہ حکومت عوام کی فلاح و بہبود کے لیے تمام وسائل بروئے کار لا رہی ہے اور کسی قسم کی غفلت برداشت نہیں کی جائے گی۔ اس موقع پر مقامی نمائندوں نے بھی اپنے علاقوں کے مسائل سے آگاہ کیا۔ کمیشن نے گلگت بلتستان کے مختلف علاقوں میں ترقیاتی منصوبوں کا جائزہ لیا اور متعلقہ حکام کو ہدایت کی کہ عوامی مسائل کے حل کے لیے فوری اقدامات کیے جائیں۔ اجلاس میں تعلیم، صحت اور مواصلات کے شعبوں میں جاری کاموں پر تفصیلی بریفنگ دی گئی۔ وزیر اعلیٰ نے کہا کہ حکومت عوام کی فلاح و بہبود کے لیے تمام وسائل بروئے کار لا رہی ہے اور کسی قسم کی غفلت برداشت نہیں کی جائے گی۔ اس موقع پر مقامی نمائندوں نے بھی اپنے علاقوں کے مسائل سے آگاہ کیا۔ کمیشن نے گلگت بلتستان کے مختلف علاقوں میں ترقیاتی منصوبوں کا جائزہ لیا اور متعلقہ حکام کو ہدایت کی کہ عوامی مسائل کے حل کے لیے فوری اقدامات کیے جائیں۔ اجلاس میں تعلیم، صحت اور مواصلات کے شعبوں میں جاری کاموں پر تفصیلی بریفنگ دی گئی۔ وزیر اعلیٰ نے کہا کہ حکومت عوام کی فلاح و بہبود کے لیے تمام وسائل بروئے کار لا رہی ہے اور کسی قسم کی غفلت برداشت نہیں کی جائے گی۔ اس موقع پر مقامی نمائندوں نے بھی اپنے علاقوں کے مسائل سے آگاہ کیا۔ xyxy=(195,1365,255,2026)
item-body-text: کمیشن نے گلگت بلتستان کے مختلف علاقوں میں ترقیاتی منصوبوں کا جائزہ لیا اور متعلقہ حکام کو ہدایت کی کہ عوامی مسائل کے حل کے لیے فوری اقدامات کیے جائیں۔ اجلاس میں تعلیم، صحت اور مواصلات کے شعبوں میں جاری کاموں پر تفصیلی بریفنگ دی گئی۔ وزیر اعلیٰ نے کہا کہ حکومت عوام کی فلاح و بہبود کے لیے تمام وسائل بروئے کار لا رہی ہے اور کسی قسم کی غفلت برداشت نہیں کی جائے گی۔ اس موقع پر مقامی نمائندوں نے بھی اپنے علاقوں کے مسائل سے آگاہ کیا۔ کمیشن نے گلگت بلتستان کے مختلف علاقوں میں ترقیاتی منصوبوں کا جائزہ لیا اور متعلقہ حکام کو ہدایت کی کہ عوامی مسائل کے حل کے لیے فوری اقدامات کیے جائیں۔ اجلاس میں تعلیم، صحت اور مواصلات کے شعبوں میں جاری کاموں پر تفصیلی بریفنگ دی گئی۔ وزیر اعلیٰ نے کہا کہ حکومت عوام کی فلاح و بہبود کے لیے تمام وسائل بروئے کار لا رہی ہے اور کسی قسم کی غفلت برداشت نہیں کی جائے گی۔ اس موقع پر مقامی نمائندوں نے بھی اپنے علاقوں کے مسائل سے آگاہ کیا۔ کمیشن نے گلگت بلتستان کے مختلف علاقوں میں ترقیاتی منصوبوں کا جائزہ لیا اور متعلقہ حکام کو ہدایت کی کہ عوامی مسائل کے حل کے لیے فوری اقدامات کیے جائیں۔ اجلاس میں تعلیم، صحت اور مواصلات کے شعبوں میں جاری کاموں پر تفصیلی بریفنگ دی گئی۔ وزیر اعلیٰ نے کہا کہ حکومت عوام کی فلاح و بہبود کے لیے تمام وسائل بروئے کار لا رہی ہے اور کسی قسم کی غفلت برداشت نہیں کی جائے گی۔ اس موقع پر مقامی نمائندوں نے بھی اپنے علاقوں کے مسائل سے آگاہ کیا۔ کمیشن نے گلگت بلتستان کے مختلف علاقوں میں ترقیاتی منصوبوں کا جائزہ لیا اور متعلقہ حکام کو ہدایت کی کہ عوامی مسائل کے حل کے لیے فوری اقدامات کیے جائیں۔ اجلاس میں تعلیم، صحت اور مواصلات کے شعبوں میں جاری کاموں پر تفصیلی بریفنگ دی گئی۔ وزیر اعلیٰ نے کہا کہ حکومت عوام کی فلاح و بہبود کے لیے تمام وسائل بروئے کار لا رہی ہے اور کسی قسم کی غفلت برداشت نہیں کی جائے گی۔ اس موقع پر مقامی نمائندوں نے بھی اپنے علاقوں کے مسائل سے آگاہ کیا۔ کمیشن نے گلگت بلتستان کے مختلف علاقوں میں ترقیاتی منصوبوں کا جائزہ لیا اور متعلقہ حکام کو ہدایت کی کہ عوامی مسائل کے حل کے لیے فوری اقدامات کیے جائیں۔ اجلاس میں تعلیم، صحت اور مواصلات کے شعبوں میں جاری کاموں پر تفصیلی بریفنگ دی گئی۔ وزیر اعلیٰ نے کہا کہ حکومت عوام کی فلاح و بہبود کے لیے تمام وسائل بروئے کار لا رہی ہے اور کسی قسم کی غفلت برداشت نہیں کی جائے گی۔ اس موقع پر مقامی نمائندوں نے بھی اپنے علاقوں کے مسائل سے آگاہ کیا۔ کمیشن نے گلگت بلتستان کے مختلف علاقوں میں ترقیاتی منصوبوں کا جائزہ لیا اور متعلقہ حکام کو ہدایت کی کہ عوامی مسائل کے حل کے لیے فوری اقدامات کیے جائیں۔ اجلاس میں تعلیم، صحت اور مواصلات کے شعبوں میں جاری کاموں پر تفصیلی بریفنگ دی گئی۔ وزیر اعلیٰ نے کہا کہ حکومت عوام کی فلاح و بہبود کے لیے تمام وسائل بروئے کار لا رہی ہے اور کسی قسم کی غفلت برداشت نہیں کی جائے گی۔ اس موقع پر مقامی نمائندوں نے بھی اپنے علاقوں کے مسائل سے آگاہ کیا۔ xyxy=(195,19,255,680)
item-body-text: کمیشن نے گلگت بلتستان کے مختلف علاقوں میں ترقیاتی منصوبوں کا جائزہ لیا اور متعلقہ حکام کو ہدایت کی کہ عوامی مسائل کے حل کے لیے فوری اقدامات کیے جائیں۔ اجلاس میں تعلیم، صحت اور مواصلات کے شعبوں میں جاری کاموں پر تفصیلی بریفنگ دی گئی۔ وزیر اعلیٰ نے کہا کہ حکومت عوام کی فلاح و بہبود کے لیے تمام وسائل بروئے کار لا رہی ہے اور کسی قسم کی غفلت برداشت نہیں کی جائے گی۔ اس موقع پر مقامی نمائندوں نے بھی اپنے علاقوں کے مسائل سے آگاہ کیا۔ کمیشن نے گلگت بلتستان کے مختلف علاقوں میں ترقیاتی منصوبوں کا جائزہ لیا اور متعلقہ حکام کو ہدایت کی کہ عوامی مسائل کے حل کے لیے فوری اقدامات کیے جائیں۔ اجلاس میں تعلیم، صحت اور مواصلات کے شعبوں میں جاری کاموں پر تفصیلی بریفنگ دی گئی۔ وزیر اعلیٰ نے کہا کہ حکومت عوام کی فلاح و بہبود کے لیے تمام وسائل بروئے کار لا رہی ہے اور کسی قسم کی غفلت برداشت نہیں کی جائے گی۔ اس موقع پر مقامی نمائندوں نے بھی اپنے علاقوں کے مسائل سے آگاہ کیا۔ کمیشن نے گلگت بلتستان کے مختلف علاقوں میں ترقیاتی منصوبوں کا جائزہ لیا اور متعلقہ حکام کو ہدایت کی کہ عوامی مسائل کے حل کے لیے فوری اقدامات کیے جائیں۔ اجلاس میں تعلیم، صحت اور مواصلات کے شعبوں میں جاری کاموں پر تفصیلی بریفنگ دی گئی۔ وزیر اعلیٰ نے کہا کہ حکومت عوام کی فلاح و بہبود کے لیے تمام وسائل بروئے کار لا رہی ہے اور کسی قسم کی غفلت برداشت نہیں کی جائے گی۔ اس موقع پر مقامی نمائندوں نے بھی اپنے علاقوں کے مسائل سے آگاہ کیا۔ کمیشن نے گلگت بلتستان کے مختلف علاقوں میں ترقیاتی منصوبوں کا جائزہ لیا اور متعلقہ حکام کو ہدایت کی کہ عوامی مسائل کے حل کے لیے فوری اقدامات کیے جائیں۔ اجلاس میں تعلیم، صحت اور مواصلات کے شعبوں میں جاری کاموں پر تفصیلی بریفنگ دی گئی۔ وزیر اعلیٰ نے کہا کہ حکومت عوام کی فلاح و بہبود کے لیے تمام وسائل بروئے کار لا رہی ہے اور کسی قسم کی غفلت برداشت نہیں کی جائے گی۔ اس موقع پر مقامی نمائندوں نے بھی اپنے علاقوں کے مسائل سے آگاہ کیا۔ کمیشن نے گلگت بلتستان کے مختلف علاقوں میں ترقیاتی منصوبوں کا جائزہ لیا اور متعلقہ حکام کو ہدایت کی کہ عوامی مسائل کے حل کے لیے فوری اقدامات کیے جائیں۔ اجلاس میں تعلیم، صحت اور مواصلات کے شعبوں میں جاری کاموں پر تفصیلی بریفنگ دی گئی۔ وزیر اعلیٰ نے کہا کہ حکومت عوام کی فلاح و بہبود کے لیے تمام وسائل بروئے کار لا رہی ہے اور کسی قسم کی غفلت برداشت نہیں کی جائے گی۔ اس موقع پر مقامی نمائندوں نے بھی اپنے علاقوں کے مسائل سے آگاہ کیا۔ کمیشن نے گلگت بلتستان کے مختلف علاقوں میں ترقیاتی منصوبوں کا جائزہ لیا اور متعلقہ حکام کو ہدایت کی کہ عوامی مسائل کے حل کے لیے فوری اقدامات کیے جائیں۔ اجلاس میں تعلیم، صحت اور مواصلات کے شعبوں میں جاری کاموں پر تفصیلی بریفنگ دی گئی۔ وزیر اعلیٰ نے کہا کہ حکومت عوام کی فلاح و بہبود کے لیے تمام وسائل بروئے کار لا رہی ہے اور کسی قسم کی غفلت برداشت نہیں کی جائے گی۔ اس موقع پر مقامی نمائندوں نے بھی اپنے علاقوں کے مسائل سے آگاہ کیا۔ xyxy=(3,19,63,680)
item-number: 35 xyxy=(216,683,235,691)
newspaper-page xyxy=(2,9,513,2576)
